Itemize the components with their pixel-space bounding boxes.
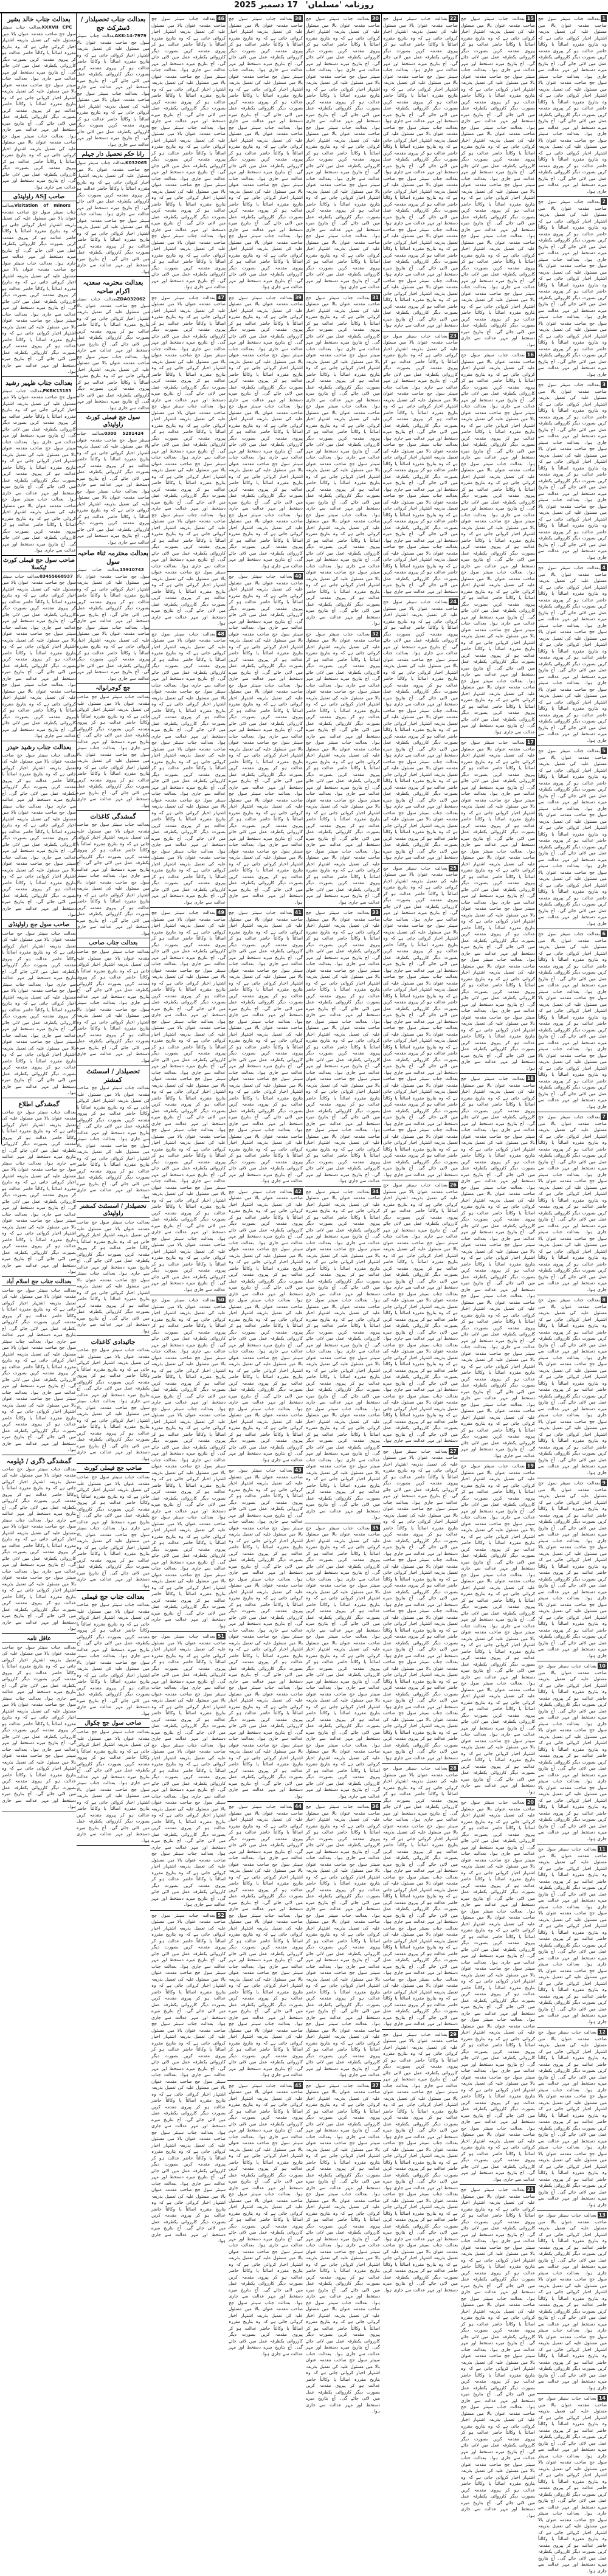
court-heading: بعدالت محترمہ ثناء صاحبہ سول [77,550,149,566]
notice-text: بعدالت جناب سینئر سول جج صاحب مقدمہ عنوان بالا میں مسئول علیہ کی تعمیل بذریعہ اشتہار اخبار کروائی جاتی ہے کہ وہ بتاریخ مقررہ اصالتاً یا وکالتاً حاضر عدالت ہو کر پیروی مقدمہ کریں بصورت دیگر کارروائی یکطرفہ عمل میں لائی جائے گی۔ آج بتاریخ میرے دستخط اور مہر عدالت سے جاری ہوا۔ بعدالت جناب سینئر سول جج صاحب مقدمہ عنوان بالا میں مسئول علیہ کی تعمیل بذریعہ اشتہار اخبار کروائی جاتی ہے کہ وہ بتاریخ مقررہ اصالتاً یا وکالتاً حاضر عدالت ہو کر پیروی مقدمہ کریں بصورت دیگر کارروائی یکطرفہ عمل میں لائی جائے گی۔ آج بتاریخ میرے دستخط اور مہر عدالت سے جاری ہوا۔ بعدالت جناب سینئر سول جج صاحب مقدمہ عنوان بالا میں مسئول علیہ کی تعمیل بذریعہ اشتہار اخبار کروائی جاتی ہے کہ وہ بتاریخ مقررہ اصالتاً یا وکالتاً حاضر عدالت ہو کر پیروی مقدمہ کریں بصورت دیگر کارروائی یکطرفہ عمل میں لائی جائے گی۔ آج بتاریخ میرے دستخط اور مہر عدالت سے جاری ہوا۔ بعدالت جناب سینئر سول جج صاحب مقدمہ عنوان بالا میں مسئول علیہ کی تعمیل بذریعہ اشتہار اخبار کروائی جاتی ہے کہ وہ بتاریخ مقررہ اصالتاً یا وکالتاً حاضر عدالت ہو کر پیروی مقدمہ کریں بصورت دیگر کارروائی یکطرفہ عمل میں لائی جائے گی۔ آج بتاریخ میرے دستخط اور مہر عدالت سے جاری ہوا۔ بعدالت جناب سینئر سول جج صاحب مقدمہ عنوان بالا میں مسئول علیہ کی تعمیل بذریعہ اشتہار اخبار کروائی جاتی ہے کہ وہ بتاریخ مقررہ اصالتاً یا وکالتاً حاضر عدالت ہو کر پیروی مقدمہ کریں بصورت دیگر کارروائی یکطرفہ عمل میں لائی جائے گی۔ آج بتاریخ میرے دستخط اور مہر عدالت سے جاری ہوا۔ [306,1804,380,2077]
notice-number: 8 [602,1297,606,1303]
column-6 [381,13,459,2293]
separator [77,1201,150,1202]
notice-number: 17 [527,739,534,745]
notice-item [537,2027,608,2210]
court-heading: بعدالت جناب رشید حیدر [6,743,72,751]
notice-item [537,929,608,1112]
notice-number: 22 [449,16,457,21]
notice-item [460,1797,536,2184]
court-heading: صاحب سول جج فیملی کورٹ ٹیکسلا [2,556,75,571]
notice-number: 44 [294,1804,302,1809]
notice-text: بعدالت جناب سینئر سول جج صاحب مقدمہ عنوان بالا میں مسئول علیہ کی تعمیل بذریعہ اشتہار اخبار کروائی جاتی ہے کہ وہ بتاریخ مقررہ اصالتاً یا وکالتاً حاضر عدالت ہو کر پیروی مقدمہ کریں بصورت دیگر کارروائی یکطرفہ عمل میں لائی جائے گی۔ آج بتاریخ میرے دستخط اور مہر عدالت سے جاری ہوا۔ بعدالت جناب سینئر سول جج صاحب مقدمہ عنوان بالا میں مسئول علیہ کی تعمیل بذریعہ اشتہار اخبار کروائی جاتی ہے کہ وہ بتاریخ مقررہ اصالتاً یا وکالتاً حاضر عدالت ہو کر پیروی مقدمہ کریں بصورت دیگر کارروائی یکطرفہ عمل میں لائی جائے گی۔ آج بتاریخ میرے دستخط اور مہر عدالت سے جاری ہوا۔ بعدالت جناب سینئر سول جج صاحب مقدمہ عنوان بالا میں مسئول علیہ کی تعمیل بذریعہ اشتہار اخبار کروائی جاتی ہے کہ وہ بتاریخ مقررہ اصالتاً یا وکالتاً حاضر عدالت ہو کر پیروی مقدمہ کریں بصورت دیگر کارروائی یکطرفہ عمل میں لائی جائے گی۔ آج بتاریخ میرے دستخط اور مہر عدالت سے جاری ہوا۔ بعدالت جناب سینئر سول جج صاحب مقدمہ عنوان بالا میں مسئول علیہ کی تعمیل بذریعہ اشتہار اخبار کروائی جاتی ہے کہ وہ بتاریخ مقررہ اصالتاً یا وکالتاً حاضر عدالت ہو کر پیروی مقدمہ کریں بصورت دیگر کارروائی یکطرفہ عمل میں لائی جائے گی۔ آج بتاریخ میرے دستخط اور مہر عدالت سے جاری ہوا۔ بعدالت جناب سینئر سول جج صاحب مقدمہ عنوان بالا میں مسئول علیہ کی تعمیل بذریعہ اشتہار اخبار کروائی جاتی ہے کہ وہ بتاریخ مقررہ اصالتاً یا وکالتاً حاضر عدالت ہو کر پیروی مقدمہ کریں بصورت دیگر کارروائی یکطرفہ عمل میں لائی جائے گی۔ آج بتاریخ میرے دستخط اور مہر عدالت سے جاری ہوا۔ [383,1765,458,2026]
notice-item [382,1180,459,1446]
court-heading: گمشدگی ڈگری / ڈپلومہ [6,1457,72,1465]
notice-number: 43 [294,1467,302,1473]
notice-number: 20 [527,1799,534,1805]
notice-item [537,1661,608,1844]
notice-number: 38 [294,16,302,21]
column-1 [1,13,77,1809]
notice-item [537,13,608,196]
notice-number: 49 [217,910,224,915]
court-notice-text: بعدالت جناب سینئر سول جج صاحب مقدمہ عنوان بالا میں مسئول علیہ کی تعمیل بذریعہ اشتہار اخبار کروائی جاتی ہے کہ وہ بتاریخ مقررہ اصالتاً یا وکالتاً حاضر عدالت ہو کر پیروی مقدمہ کریں بصورت دیگر کارروائی یکطرفہ عمل میں لائی جائے گی۔ آج بتاریخ میرے دستخط اور مہر عدالت سے جاری ہوا۔ بعدالت جناب سینئر سول جج صاحب مقدمہ عنوان بالا میں مسئول علیہ کی تعمیل بذریعہ اشتہار اخبار کروائی جاتی ہے کہ وہ بتاریخ مقررہ اصالتاً یا وکالتاً حاضر عدالت ہو کر پیروی مقدمہ کریں بصورت دیگر کارروائی یکطرفہ عمل میں لائی جائے گی۔ آج بتاریخ میرے دستخط اور مہر عدالت سے جاری ہوا۔ [77,1474,150,1588]
notice-text: بعدالت جناب سینئر سول جج صاحب مقدمہ عنوان بالا میں مسئول علیہ کی تعمیل بذریعہ اشتہار اخبار کروائی جاتی ہے کہ وہ بتاریخ مقررہ اصالتاً یا وکالتاً حاضر عدالت ہو کر پیروی مقدمہ کریں بصورت دیگر کارروائی یکطرفہ عمل میں لائی جائے گی۔ آج بتاریخ میرے دستخط اور مہر عدالت سے جاری ہوا۔ بعدالت جناب سینئر سول جج صاحب مقدمہ عنوان بالا میں مسئول علیہ کی تعمیل بذریعہ اشتہار اخبار کروائی جاتی ہے کہ وہ بتاریخ مقررہ اصالتاً یا وکالتاً حاضر عدالت ہو کر پیروی مقدمہ کریں بصورت دیگر کارروائی یکطرفہ عمل میں لائی جائے گی۔ آج بتاریخ میرے دستخط اور مہر عدالت سے جاری ہوا۔ بعدالت جناب سینئر سول جج صاحب مقدمہ عنوان بالا میں مسئول علیہ کی تعمیل بذریعہ اشتہار اخبار کروائی جاتی ہے کہ وہ بتاریخ مقررہ اصالتاً یا وکالتاً حاضر عدالت ہو کر پیروی مقدمہ کریں بصورت دیگر کارروائی یکطرفہ عمل میں لائی جائے گی۔ آج بتاریخ میرے دستخط اور مہر عدالت سے جاری ہوا۔ [538,565,607,743]
notice-text: بعدالت جناب سینئر سول جج صاحب مقدمہ عنوان بالا میں مسئول علیہ کی تعمیل بذریعہ اشتہار اخبار کروائی جاتی ہے کہ وہ بتاریخ مقررہ اصالتاً یا وکالتاً حاضر عدالت ہو کر پیروی مقدمہ کریں بصورت دیگر کارروائی یکطرفہ عمل میں لائی جائے گی۔ آج بتاریخ میرے دستخط اور مہر عدالت سے جاری ہوا۔ بعدالت جناب سینئر سول جج صاحب مقدمہ عنوان بالا میں مسئول علیہ کی تعمیل بذریعہ اشتہار اخبار کروائی جاتی ہے کہ وہ بتاریخ مقررہ اصالتاً یا وکالتاً حاضر عدالت ہو کر پیروی مقدمہ کریں بصورت دیگر کارروائی یکطرفہ عمل میں لائی جائے گی۔ آج بتاریخ میرے دستخط اور مہر عدالت سے جاری ہوا۔ بعدالت جناب سینئر سول جج صاحب مقدمہ عنوان بالا میں مسئول علیہ کی تعمیل بذریعہ اشتہار اخبار کروائی جاتی ہے کہ وہ بتاریخ مقررہ اصالتاً یا وکالتاً حاضر عدالت ہو کر پیروی مقدمہ کریں بصورت دیگر کارروائی یکطرفہ عمل میں لائی جائے گی۔ آج بتاریخ میرے دستخط اور مہر عدالت سے جاری ہوا۔ بعدالت جناب سینئر سول جج صاحب مقدمہ عنوان بالا میں مسئول علیہ کی تعمیل بذریعہ اشتہار اخبار کروائی جاتی ہے کہ وہ بتاریخ مقررہ اصالتاً یا وکالتاً حاضر عدالت ہو کر پیروی مقدمہ کریں بصورت دیگر کارروائی یکطرفہ عمل میں لائی جائے گی۔ آج بتاریخ میرے دستخط اور مہر عدالت سے جاری ہوا۔ بعدالت جناب سینئر سول جج صاحب مقدمہ عنوان بالا میں مسئول علیہ کی تعمیل بذریعہ اشتہار اخبار کروائی جاتی ہے کہ وہ بتاریخ مقررہ اصالتاً یا وکالتاً حاضر عدالت ہو کر پیروی مقدمہ کریں بصورت دیگر کارروائی یکطرفہ عمل میں لائی جائے گی۔ آج بتاریخ میرے دستخط اور مہر عدالت سے جاری ہوا۔ [383,1182,458,1443]
notice-item [150,293,227,629]
notice-number: 35 [371,1525,379,1531]
separator [77,683,150,684]
notice-text: بعدالت جناب سینئر سول جج صاحب مقدمہ عنوان بالا میں مسئول علیہ کی تعمیل بذریعہ اشتہار اخبار کروائی جاتی ہے کہ وہ بتاریخ مقررہ اصالتاً یا وکالتاً حاضر عدالت ہو کر پیروی مقدمہ کریں بصورت دیگر کارروائی یکطرفہ عمل میں لائی جائے گی۔ آج بتاریخ میرے دستخط اور مہر عدالت سے جاری ہوا۔ بعدالت جناب سینئر سول جج صاحب مقدمہ عنوان بالا میں مسئول علیہ کی تعمیل بذریعہ اشتہار اخبار کروائی جاتی ہے کہ وہ بتاریخ مقررہ اصالتاً یا وکالتاً حاضر عدالت ہو کر پیروی مقدمہ کریں بصورت دیگر کارروائی یکطرفہ عمل میں لائی جائے گی۔ آج بتاریخ میرے دستخط اور مہر عدالت سے جاری ہوا۔ بعدالت جناب سینئر سول جج صاحب مقدمہ عنوان بالا میں مسئول علیہ کی تعمیل بذریعہ اشتہار اخبار کروائی جاتی ہے کہ وہ بتاریخ مقررہ اصالتاً یا وکالتاً حاضر عدالت ہو کر پیروی مقدمہ کریں بصورت دیگر کارروائی یکطرفہ عمل میں لائی جائے گی۔ آج بتاریخ میرے دستخط اور مہر عدالت سے جاری ہوا۔ بعدالت جناب سینئر سول جج صاحب مقدمہ عنوان بالا میں مسئول علیہ کی تعمیل بذریعہ اشتہار اخبار کروائی جاتی ہے کہ وہ بتاریخ مقررہ اصالتاً یا وکالتاً حاضر عدالت ہو کر پیروی مقدمہ کریں بصورت دیگر کارروائی یکطرفہ عمل میں لائی جائے گی۔ آج بتاریخ میرے دستخط اور مہر عدالت سے جاری ہوا۔ بعدالت جناب سینئر سول جج صاحب مقدمہ عنوان بالا میں مسئول علیہ کی تعمیل بذریعہ اشتہار اخبار کروائی جاتی ہے کہ وہ بتاریخ مقررہ اصالتاً یا وکالتاً حاضر عدالت ہو کر پیروی مقدمہ کریں بصورت دیگر کارروائی یکطرفہ عمل میں لائی جائے گی۔ آج بتاریخ میرے دستخط اور مہر عدالت سے جاری ہوا۔ بعدالت جناب سینئر سول جج صاحب مقدمہ عنوان بالا میں مسئول علیہ کی تعمیل بذریعہ اشتہار اخبار کروائی جاتی ہے کہ وہ بتاریخ مقررہ اصالتاً یا وکالتاً حاضر عدالت ہو کر پیروی مقدمہ کریں بصورت دیگر کارروائی یکطرفہ عمل میں لائی جائے گی۔ آج بتاریخ میرے دستخط اور مہر عدالت سے جاری ہوا۔ [383,865,458,1177]
notice-number: 11 [598,1846,606,1852]
notice-number: 30 [371,16,379,21]
notice-number: 14 [598,2395,606,2401]
court-notice-text: بعدالت جناب سینئر سول جج صاحب مقدمہ عنوان بالا میں مسئول علیہ کی تعمیل بذریعہ اشتہار اخبار کروائی جاتی ہے کہ وہ بتاریخ مقررہ اصالتاً یا وکالتاً حاضر عدالت ہو کر پیروی مقدمہ کریں بصورت دیگر کارروائی یکطرفہ عمل میں لائی جائے گی۔ آج بتاریخ میرے دستخط اور مہر عدالت سے جاری ہوا۔ بعدالت جناب سینئر سول جج صاحب مقدمہ عنوان بالا میں مسئول علیہ کی تعمیل بذریعہ اشتہار اخبار کروائی جاتی ہے کہ وہ بتاریخ مقررہ اصالتاً یا وکالتاً حاضر عدالت ہو کر پیروی مقدمہ کریں بصورت دیگر کارروائی یکطرفہ عمل میں لائی جائے گی۔ آج بتاریخ میرے دستخط اور مہر عدالت سے جاری ہوا۔ بعدالت جناب سینئر سول جج صاحب مقدمہ عنوان بالا میں مسئول علیہ کی تعمیل بذریعہ اشتہار اخبار کروائی جاتی ہے کہ وہ بتاریخ مقررہ اصالتاً یا وکالتاً حاضر عدالت ہو کر پیروی مقدمہ کریں بصورت دیگر کارروائی یکطرفہ عمل میں لائی جائے گی۔ آج بتاریخ میرے دستخط اور مہر عدالت سے جاری ہوا۔ [2,1109,76,1274]
notice-text: بعدالت جناب سینئر سول جج صاحب مقدمہ عنوان بالا میں مسئول علیہ کی تعمیل بذریعہ اشتہار اخبار کروائی جاتی ہے کہ وہ بتاریخ مقررہ اصالتاً یا وکالتاً حاضر عدالت ہو کر پیروی مقدمہ کریں بصورت دیگر کارروائی یکطرفہ عمل میں لائی جائے گی۔ آج بتاریخ میرے دستخط اور مہر عدالت سے جاری ہوا۔ بعدالت جناب سینئر سول جج صاحب مقدمہ عنوان بالا میں مسئول علیہ کی تعمیل بذریعہ اشتہار اخبار کروائی جاتی ہے کہ وہ بتاریخ مقررہ اصالتاً یا وکالتاً حاضر عدالت ہو کر پیروی مقدمہ کریں بصورت دیگر کارروائی یکطرفہ عمل میں لائی جائے گی۔ آج بتاریخ میرے دستخط اور مہر عدالت سے جاری ہوا۔ بعدالت جناب سینئر سول جج صاحب مقدمہ عنوان بالا میں مسئول علیہ کی تعمیل بذریعہ اشتہار اخبار کروائی جاتی ہے کہ وہ بتاریخ مقررہ اصالتاً یا وکالتاً حاضر عدالت ہو کر پیروی مقدمہ کریں بصورت دیگر کارروائی یکطرفہ عمل میں لائی جائے گی۔ آج بتاریخ میرے دستخط اور مہر عدالت سے جاری ہوا۔ [538,1846,607,2024]
case-code: 15910743 [119,567,150,572]
court-heading: جج گوجرانوالہ [77,685,150,693]
notice-text: بعدالت جناب سینئر سول جج صاحب مقدمہ عنوان بالا میں مسئول علیہ کی تعمیل بذریعہ اشتہار اخبار کروائی جاتی ہے کہ وہ بتاریخ مقررہ اصالتاً یا وکالتاً حاضر عدالت ہو کر پیروی مقدمہ کریں بصورت دیگر کارروائی یکطرفہ عمل میں لائی جائے گی۔ آج بتاریخ میرے دستخط اور مہر عدالت سے جاری ہوا۔ بعدالت جناب سینئر سول جج صاحب مقدمہ عنوان بالا میں مسئول علیہ کی تعمیل بذریعہ اشتہار اخبار کروائی جاتی ہے کہ وہ بتاریخ مقررہ اصالتاً یا وکالتاً حاضر عدالت ہو کر پیروی مقدمہ کریں بصورت دیگر کارروائی یکطرفہ عمل میں لائی جائے گی۔ آج بتاریخ میرے دستخط اور مہر عدالت سے جاری ہوا۔ بعدالت جناب سینئر سول جج صاحب مقدمہ عنوان بالا میں مسئول علیہ کی تعمیل بذریعہ اشتہار اخبار کروائی جاتی ہے کہ وہ بتاریخ مقررہ اصالتاً یا وکالتاً حاضر عدالت ہو کر پیروی مقدمہ کریں بصورت دیگر کارروائی یکطرفہ عمل میں لائی جائے گی۔ آج بتاریخ میرے دستخط اور مہر عدالت سے جاری ہوا۔ [538,748,607,926]
separator [2,555,76,556]
newspaper-name: روزنامہ 'مسلمان' [305,1,374,10]
court-heading: جائیدادی کاغذات [91,1338,136,1346]
court-heading: تحصیلدار / اسسٹنٹ کمشنر راولپنڈی [77,1203,150,1218]
issue-date: 17 دسمبر 2025 [234,1,299,10]
notice-number: 42 [294,1188,302,1194]
notice-item [305,629,381,908]
notice-item [227,2080,304,2360]
notice-text: بعدالت جناب سینئر سول جج صاحب مقدمہ عنوان بالا میں مسئول علیہ کی تعمیل بذریعہ اشتہار اخبار کروائی جاتی ہے کہ وہ بتاریخ مقررہ اصالتاً یا وکالتاً حاضر عدالت ہو کر پیروی مقدمہ کریں بصورت دیگر کارروائی یکطرفہ عمل میں لائی جائے گی۔ آج بتاریخ میرے دستخط اور مہر عدالت سے جاری ہوا۔ بعدالت جناب سینئر سول جج صاحب مقدمہ عنوان بالا میں مسئول علیہ کی تعمیل بذریعہ اشتہار اخبار کروائی جاتی ہے کہ وہ بتاریخ مقررہ اصالتاً یا وکالتاً حاضر عدالت ہو کر پیروی مقدمہ کریں بصورت دیگر کارروائی یکطرفہ عمل میں لائی جائے گی۔ آج بتاریخ میرے دستخط اور مہر عدالت سے جاری ہوا۔ بعدالت جناب سینئر سول جج صاحب مقدمہ عنوان بالا میں مسئول علیہ کی تعمیل بذریعہ اشتہار اخبار کروائی جاتی ہے کہ وہ بتاریخ مقررہ اصالتاً یا وکالتاً حاضر عدالت ہو کر پیروی مقدمہ کریں بصورت دیگر کارروائی یکطرفہ عمل میں لائی جائے گی۔ آج بتاریخ میرے دستخط اور مہر عدالت سے جاری ہوا۔ بعدالت جناب سینئر سول جج صاحب مقدمہ عنوان بالا میں مسئول علیہ کی تعمیل بذریعہ اشتہار اخبار کروائی جاتی ہے کہ وہ بتاریخ مقررہ اصالتاً یا وکالتاً حاضر عدالت ہو کر پیروی مقدمہ کریں بصورت دیگر کارروائی یکطرفہ عمل میں لائی جائے گی۔ آج بتاریخ میرے دستخط اور مہر عدالت سے جاری ہوا۔ بعدالت جناب سینئر سول جج صاحب مقدمہ عنوان بالا میں مسئول علیہ کی تعمیل بذریعہ اشتہار اخبار کروائی جاتی ہے کہ وہ بتاریخ مقررہ اصالتاً یا وکالتاً حاضر عدالت ہو کر پیروی مقدمہ کریں بصورت دیگر کارروائی یکطرفہ عمل میں لائی جائے گی۔ آج بتاریخ میرے دستخط اور مہر عدالت سے جاری ہوا۔ بعدالت جناب سینئر سول جج صاحب مقدمہ عنوان بالا میں مسئول علیہ کی تعمیل بذریعہ اشتہار اخبار کروائی جاتی ہے کہ وہ بتاریخ مقررہ اصالتاً یا وکالتاً حاضر عدالت ہو کر پیروی مقدمہ کریں بصورت دیگر کارروائی یکطرفہ عمل میں لائی جائے گی۔ آج بتاریخ میرے دستخط اور مہر عدالت سے جاری ہوا۔ [306,294,380,626]
court-notice-text: بعدالت جناب سینئر سول جج صاحب مقدمہ عنوان بالا میں مسئول علیہ کی تعمیل بذریعہ اشتہار اخبار کروائی جاتی ہے کہ وہ بتاریخ مقررہ اصالتاً یا وکالتاً حاضر عدالت ہو کر پیروی مقدمہ کریں بصورت دیگر کارروائی یکطرفہ عمل میں لائی جائے گی۔ آج بتاریخ میرے دستخط اور مہر عدالت سے جاری ہوا۔ بعدالت جناب سینئر سول جج صاحب مقدمہ عنوان بالا میں مسئول علیہ کی تعمیل بذریعہ اشتہار اخبار کروائی جاتی ہے کہ وہ بتاریخ مقررہ اصالتاً یا وکالتاً حاضر عدالت ہو کر پیروی مقدمہ کریں بصورت دیگر کارروائی یکطرفہ عمل میں لائی جائے گی۔ آج بتاریخ میرے دستخط اور مہر عدالت سے جاری ہوا۔ [77,822,150,936]
notice-number: 13 [598,2212,606,2218]
notice-number: 15 [527,16,534,21]
notice-number: 4 [602,565,606,570]
court-notice-text: ZDA032062 بعدالت جناب سینئر سول جج صاحب مقدمہ عنوان بالا میں مسئول علیہ کی تعمیل بذریعہ اشتہار اخبار کروائی جاتی ہے کہ وہ بتاریخ مقررہ اصالتاً یا وکالتاً حاضر عدالت ہو کر پیروی مقدمہ کریں بصورت دیگر کارروائی یکطرفہ عمل میں لائی جائے گی۔ آج بتاریخ میرے دستخط اور مہر عدالت سے جاری ہوا۔ بعدالت جناب سینئر سول جج صاحب مقدمہ عنوان بالا میں مسئول علیہ کی تعمیل بذریعہ اشتہار اخبار کروائی جاتی ہے کہ وہ بتاریخ مقررہ اصالتاً یا وکالتاً حاضر عدالت ہو کر پیروی مقدمہ کریں بصورت دیگر کارروائی یکطرفہ عمل میں لائی جائے گی۔ آج بتاریخ میرے دستخط اور مہر عدالت سے جاری ہوا۔ [77,296,150,410]
notice-item [537,563,608,746]
notice-text: بعدالت جناب سینئر سول جج صاحب مقدمہ عنوان بالا میں مسئول علیہ کی تعمیل بذریعہ اشتہار اخبار کروائی جاتی ہے کہ وہ بتاریخ مقررہ اصالتاً یا وکالتاً حاضر عدالت ہو کر پیروی مقدمہ کریں بصورت دیگر کارروائی یکطرفہ عمل میں لائی جائے گی۔ آج بتاریخ میرے دستخط اور مہر عدالت سے جاری ہوا۔ بعدالت جناب سینئر سول جج صاحب مقدمہ عنوان بالا میں مسئول علیہ کی تعمیل بذریعہ اشتہار اخبار کروائی جاتی ہے کہ وہ بتاریخ مقررہ اصالتاً یا وکالتاً حاضر عدالت ہو کر پیروی مقدمہ کریں بصورت دیگر کارروائی یکطرفہ عمل میں لائی جائے گی۔ آج بتاریخ میرے دستخط اور مہر عدالت سے جاری ہوا۔ بعدالت جناب سینئر سول جج صاحب مقدمہ عنوان بالا میں مسئول علیہ کی تعمیل بذریعہ اشتہار اخبار کروائی جاتی ہے کہ وہ بتاریخ مقررہ اصالتاً یا وکالتاً حاضر عدالت ہو کر پیروی مقدمہ کریں بصورت دیگر کارروائی یکطرفہ عمل میں لائی جائے گی۔ آج بتاریخ میرے دستخط اور مہر عدالت سے جاری ہوا۔ بعدالت جناب سینئر سول جج صاحب مقدمہ عنوان بالا میں مسئول علیہ کی تعمیل بذریعہ اشتہار اخبار کروائی جاتی ہے کہ وہ بتاریخ مقررہ اصالتاً یا وکالتاً حاضر عدالت ہو کر پیروی مقدمہ کریں بصورت دیگر کارروائی یکطرفہ عمل میں لائی جائے گی۔ آج بتاریخ میرے دستخط اور مہر عدالت سے جاری ہوا۔ بعدالت جناب سینئر سول جج صاحب مقدمہ عنوان بالا میں مسئول علیہ کی تعمیل بذریعہ اشتہار اخبار کروائی جاتی ہے کہ وہ بتاریخ مقررہ اصالتاً یا وکالتاً حاضر عدالت ہو کر پیروی مقدمہ کریں بصورت دیگر کارروائی یکطرفہ عمل میں لائی جائے گی۔ آج بتاریخ میرے دستخط اور مہر عدالت سے جاری ہوا۔ [151,1633,226,1907]
notice-item [460,1461,536,1797]
notice-text: بعدالت جناب سینئر سول جج صاحب مقدمہ عنوان بالا میں مسئول علیہ کی تعمیل بذریعہ اشتہار اخبار کروائی جاتی ہے کہ وہ بتاریخ مقررہ اصالتاً یا وکالتاً حاضر عدالت ہو کر پیروی مقدمہ کریں بصورت دیگر کارروائی یکطرفہ عمل میں لائی جائے گی۔ آج بتاریخ میرے دستخط اور مہر عدالت سے جاری ہوا۔ بعدالت جناب سینئر سول جج صاحب مقدمہ عنوان بالا میں مسئول علیہ کی تعمیل بذریعہ اشتہار اخبار کروائی جاتی ہے کہ وہ بتاریخ مقررہ اصالتاً یا وکالتاً حاضر عدالت ہو کر پیروی مقدمہ کریں بصورت دیگر کارروائی یکطرفہ عمل میں لائی جائے گی۔ آج بتاریخ میرے دستخط اور مہر عدالت سے جاری ہوا۔ بعدالت جناب سینئر سول جج صاحب مقدمہ عنوان بالا میں مسئول علیہ کی تعمیل بذریعہ اشتہار اخبار کروائی جاتی ہے کہ وہ بتاریخ مقررہ اصالتاً یا وکالتاً حاضر عدالت ہو کر پیروی مقدمہ کریں بصورت دیگر کارروائی یکطرفہ عمل میں لائی جائے گی۔ آج بتاریخ میرے دستخط اور مہر عدالت سے جاری ہوا۔ بعدالت جناب سینئر سول جج صاحب مقدمہ عنوان بالا میں مسئول علیہ کی تعمیل بذریعہ اشتہار اخبار کروائی جاتی ہے کہ وہ بتاریخ مقررہ اصالتاً یا وکالتاً حاضر عدالت ہو کر پیروی مقدمہ کریں بصورت دیگر کارروائی یکطرفہ عمل میں لائی جائے گی۔ آج بتاریخ میرے دستخط اور مہر عدالت سے جاری ہوا۔ بعدالت جناب سینئر سول جج صاحب مقدمہ عنوان بالا میں مسئول علیہ کی تعمیل بذریعہ اشتہار اخبار کروائی جاتی ہے کہ وہ بتاریخ مقررہ اصالتاً یا وکالتاً حاضر عدالت ہو کر پیروی مقدمہ کریں بصورت دیگر کارروائی یکطرفہ عمل میں لائی جائے گی۔ آج بتاریخ میرے دستخط اور مہر عدالت سے جاری ہوا۔ بعدالت جناب سینئر سول جج صاحب مقدمہ عنوان بالا میں مسئول علیہ کی تعمیل بذریعہ اشتہار اخبار کروائی جاتی ہے کہ وہ بتاریخ مقررہ اصالتاً یا وکالتاً حاضر عدالت ہو کر پیروی مقدمہ کریں بصورت دیگر کارروائی یکطرفہ عمل میں لائی جائے گی۔ آج بتاریخ میرے دستخط اور مہر عدالت سے جاری ہوا۔ [306,1188,380,1520]
notice-item [537,1112,608,1295]
case-code: K032065 [125,160,150,165]
notice-text: بعدالت جناب سینئر سول جج صاحب مقدمہ عنوان بالا میں مسئول علیہ کی تعمیل بذریعہ اشتہار اخبار کروائی جاتی ہے کہ وہ بتاریخ مقررہ اصالتاً یا وکالتاً حاضر عدالت ہو کر پیروی مقدمہ کریں بصورت دیگر کارروائی یکطرفہ عمل میں لائی جائے گی۔ آج بتاریخ میرے دستخط اور مہر عدالت سے جاری ہوا۔ بعدالت جناب سینئر سول جج صاحب مقدمہ عنوان بالا میں مسئول علیہ کی تعمیل بذریعہ اشتہار اخبار کروائی جاتی ہے کہ وہ بتاریخ مقررہ اصالتاً یا وکالتاً حاضر عدالت ہو کر پیروی مقدمہ کریں بصورت دیگر کارروائی یکطرفہ عمل میں لائی جائے گی۔ آج بتاریخ میرے دستخط اور مہر عدالت سے جاری ہوا۔ بعدالت جناب سینئر سول جج صاحب مقدمہ عنوان بالا میں مسئول علیہ کی تعمیل بذریعہ اشتہار اخبار کروائی جاتی ہے کہ وہ بتاریخ مقررہ اصالتاً یا وکالتاً حاضر عدالت ہو کر پیروی مقدمہ کریں بصورت دیگر کارروائی یکطرفہ عمل میں لائی جائے گی۔ آج بتاریخ میرے دستخط اور مہر عدالت سے جاری ہوا۔ بعدالت جناب سینئر سول جج صاحب مقدمہ عنوان بالا میں مسئول علیہ کی تعمیل بذریعہ اشتہار اخبار کروائی جاتی ہے کہ وہ بتاریخ مقررہ اصالتاً یا وکالتاً حاضر عدالت ہو کر پیروی مقدمہ کریں بصورت دیگر کارروائی یکطرفہ عمل میں لائی جائے گی۔ آج بتاریخ میرے دستخط اور مہر عدالت سے جاری ہوا۔ بعدالت جناب سینئر سول جج صاحب مقدمہ عنوان بالا میں مسئول علیہ کی تعمیل بذریعہ اشتہار اخبار کروائی جاتی ہے کہ وہ بتاریخ مقررہ اصالتاً یا وکالتاً حاضر عدالت ہو کر پیروی مقدمہ کریں بصورت دیگر کارروائی یکطرفہ عمل میں لائی جائے گی۔ آج بتاریخ میرے دستخط اور مہر عدالت سے جاری ہوا۔ [229,910,303,1183]
notice-text: بعدالت جناب سینئر سول جج صاحب مقدمہ عنوان بالا میں مسئول علیہ کی تعمیل بذریعہ اشتہار اخبار کروائی جاتی ہے کہ وہ بتاریخ مقررہ اصالتاً یا وکالتاً حاضر عدالت ہو کر پیروی مقدمہ کریں بصورت دیگر کارروائی یکطرفہ عمل میں لائی جائے گی۔ آج بتاریخ میرے دستخط اور مہر عدالت سے جاری ہوا۔ بعدالت جناب سینئر سول جج صاحب مقدمہ عنوان بالا میں مسئول علیہ کی تعمیل بذریعہ اشتہار اخبار کروائی جاتی ہے کہ وہ بتاریخ مقررہ اصالتاً یا وکالتاً حاضر عدالت ہو کر پیروی مقدمہ کریں بصورت دیگر کارروائی یکطرفہ عمل میں لائی جائے گی۔ آج بتاریخ میرے دستخط اور مہر عدالت سے جاری ہوا۔ بعدالت جناب سینئر سول جج صاحب مقدمہ عنوان بالا میں مسئول علیہ کی تعمیل بذریعہ اشتہار اخبار کروائی جاتی ہے کہ وہ بتاریخ مقررہ اصالتاً یا وکالتاً حاضر عدالت ہو کر پیروی مقدمہ کریں بصورت دیگر کارروائی یکطرفہ عمل میں لائی جائے گی۔ آج بتاریخ میرے دستخط اور مہر عدالت سے جاری ہوا۔ بعدالت جناب سینئر سول جج صاحب مقدمہ عنوان بالا میں مسئول علیہ کی تعمیل بذریعہ اشتہار اخبار کروائی جاتی ہے کہ وہ بتاریخ مقررہ اصالتاً یا وکالتاً حاضر عدالت ہو کر پیروی مقدمہ کریں بصورت دیگر کارروائی یکطرفہ عمل میں لائی جائے گی۔ آج بتاریخ میرے دستخط اور مہر عدالت سے جاری ہوا۔ بعدالت جناب سینئر سول جج صاحب مقدمہ عنوان بالا میں مسئول علیہ کی تعمیل بذریعہ اشتہار اخبار کروائی جاتی ہے کہ وہ بتاریخ مقررہ اصالتاً یا وکالتاً حاضر عدالت ہو کر پیروی مقدمہ کریں بصورت دیگر کارروائی یکطرفہ عمل میں لائی جائے گی۔ آج بتاریخ میرے دستخط اور مہر عدالت سے جاری ہوا۔ بعدالت جناب سینئر سول جج صاحب مقدمہ عنوان بالا میں مسئول علیہ کی تعمیل بذریعہ اشتہار اخبار کروائی جاتی ہے کہ وہ بتاریخ مقررہ اصالتاً یا وکالتاً حاضر عدالت ہو کر پیروی مقدمہ کریں بصورت دیگر کارروائی یکطرفہ عمل میں لائی جائے گی۔ آج بتاریخ میرے دستخط اور مہر عدالت سے جاری ہوا۔ [306,2082,380,2414]
notice-item [382,597,459,863]
court-heading: صاحب جج فیملی کورٹ [77,1465,150,1473]
separator [77,1463,150,1464]
court-notice-text: PKBK13183 بعدالت جناب سینئر سول جج صاحب مقدمہ عنوان بالا میں مسئول علیہ کی تعمیل بذریعہ اشتہار اخبار کروائی جاتی ہے کہ وہ بتاریخ مقررہ اصالتاً یا وکالتاً حاضر عدالت ہو کر پیروی مقدمہ کریں بصورت دیگر کارروائی یکطرفہ عمل میں لائی جائے گی۔ آج بتاریخ میرے دستخط اور مہر عدالت سے جاری ہوا۔ بعدالت جناب سینئر سول جج صاحب مقدمہ عنوان بالا میں مسئول علیہ کی تعمیل بذریعہ اشتہار اخبار کروائی جاتی ہے کہ وہ بتاریخ مقررہ اصالتاً یا وکالتاً حاضر عدالت ہو کر پیروی مقدمہ کریں بصورت دیگر کارروائی یکطرفہ عمل میں لائی جائے گی۔ آج بتاریخ میرے دستخط اور مہر عدالت سے جاری ہوا۔ بعدالت جناب سینئر سول جج صاحب مقدمہ عنوان بالا میں مسئول علیہ کی تعمیل بذریعہ اشتہار اخبار کروائی جاتی ہے کہ وہ بتاریخ مقررہ اصالتاً یا وکالتاً حاضر عدالت ہو کر پیروی مقدمہ کریں بصورت دیگر کارروائی یکطرفہ عمل میں لائی جائے گی۔ آج بتاریخ میرے دستخط اور مہر عدالت سے جاری ہوا۔ [2,387,76,553]
notice-item [537,2210,608,2393]
notice-number: 31 [371,294,379,300]
notice-number: 40 [294,573,302,579]
notice-number: 52 [217,1912,224,1918]
case-code: 0300 5281424 [104,431,150,436]
notice-number: 21 [527,2187,534,2192]
case-code: Visitation of minors [14,203,76,208]
column-2 [76,13,150,1843]
notice-number: 37 [371,2082,379,2088]
court-notice-text: Visitation of minors بعدالت جناب سینئر سول جج صاحب مقدمہ عنوان بالا میں مسئول علیہ کی تعمیل بذریعہ اشتہار اخبار کروائی جاتی ہے کہ وہ بتاریخ مقررہ اصالتاً یا وکالتاً حاضر عدالت ہو کر پیروی مقدمہ کریں بصورت دیگر کارروائی یکطرفہ عمل میں لائی جائے گی۔ آج بتاریخ میرے دستخط اور مہر عدالت سے جاری ہوا۔ بعدالت جناب سینئر سول جج صاحب مقدمہ عنوان بالا میں مسئول علیہ کی تعمیل بذریعہ اشتہار اخبار کروائی جاتی ہے کہ وہ بتاریخ مقررہ اصالتاً یا وکالتاً حاضر عدالت ہو کر پیروی مقدمہ کریں بصورت دیگر کارروائی یکطرفہ عمل میں لائی جائے گی۔ آج بتاریخ میرے دستخط اور مہر عدالت سے جاری ہوا۔ بعدالت جناب سینئر سول جج صاحب مقدمہ عنوان بالا میں مسئول علیہ کی تعمیل بذریعہ اشتہار اخبار کروائی جاتی ہے کہ وہ بتاریخ مقررہ اصالتاً یا وکالتاً حاضر عدالت ہو کر پیروی مقدمہ کریں بصورت دیگر کارروائی یکطرفہ عمل میں لائی جائے گی۔ آج بتاریخ میرے دستخط اور مہر عدالت سے جاری ہوا۔ [2,203,76,374]
notice-text: بعدالت جناب سینئر سول جج صاحب مقدمہ عنوان بالا میں مسئول علیہ کی تعمیل بذریعہ اشتہار اخبار کروائی جاتی ہے کہ وہ بتاریخ مقررہ اصالتاً یا وکالتاً حاضر عدالت ہو کر پیروی مقدمہ کریں بصورت دیگر کارروائی یکطرفہ عمل میں لائی جائے گی۔ آج بتاریخ میرے دستخط اور مہر عدالت سے جاری ہوا۔ بعدالت جناب سینئر سول جج صاحب مقدمہ عنوان بالا میں مسئول علیہ کی تعمیل بذریعہ اشتہار اخبار کروائی جاتی ہے کہ وہ بتاریخ مقررہ اصالتاً یا وکالتاً حاضر عدالت ہو کر پیروی مقدمہ کریں بصورت دیگر کارروائی یکطرفہ عمل میں لائی جائے گی۔ آج بتاریخ میرے دستخط اور مہر عدالت سے جاری ہوا۔ بعدالت جناب سینئر سول جج صاحب مقدمہ عنوان بالا میں مسئول علیہ کی تعمیل بذریعہ اشتہار اخبار کروائی جاتی ہے کہ وہ بتاریخ مقررہ اصالتاً یا وکالتاً حاضر عدالت ہو کر پیروی مقدمہ کریں بصورت دیگر کارروائی یکطرفہ عمل میں لائی جائے گی۔ آج بتاریخ میرے دستخط اور مہر عدالت سے جاری ہوا۔ بعدالت جناب سینئر سول جج صاحب مقدمہ عنوان بالا میں مسئول علیہ کی تعمیل بذریعہ اشتہار اخبار کروائی جاتی ہے کہ وہ بتاریخ مقررہ اصالتاً یا وکالتاً حاضر عدالت ہو کر پیروی مقدمہ کریں بصورت دیگر کارروائی یکطرفہ عمل میں لائی جائے گی۔ آج بتاریخ میرے دستخط اور مہر عدالت سے جاری ہوا۔ بعدالت جناب سینئر سول جج صاحب مقدمہ عنوان بالا میں مسئول علیہ کی تعمیل بذریعہ اشتہار اخبار کروائی جاتی ہے کہ وہ بتاریخ مقررہ اصالتاً یا وکالتاً حاضر عدالت ہو کر پیروی مقدمہ کریں بصورت دیگر کارروائی یکطرفہ عمل میں لائی جائے گی۔ آج بتاریخ میرے دستخط اور مہر عدالت سے جاری ہوا۔ [229,294,303,569]
court-notice-text: بعدالت جناب سینئر سول جج صاحب مقدمہ عنوان بالا میں مسئول علیہ کی تعمیل بذریعہ اشتہار اخبار کروائی جاتی ہے کہ وہ بتاریخ مقررہ اصالتاً یا وکالتاً حاضر عدالت ہو کر پیروی مقدمہ کریں بصورت دیگر کارروائی یکطرفہ عمل میں لائی جائے گی۔ آج بتاریخ میرے دستخط اور مہر عدالت سے جاری ہوا۔ بعدالت جناب سینئر سول جج صاحب مقدمہ عنوان بالا میں مسئول علیہ کی تعمیل بذریعہ اشتہار اخبار کروائی جاتی ہے کہ وہ بتاریخ مقررہ اصالتاً یا وکالتاً حاضر عدالت ہو کر پیروی مقدمہ کریں بصورت دیگر کارروائی یکطرفہ عمل میں لائی جائے گی۔ آج بتاریخ میرے دستخط اور مہر عدالت سے جاری ہوا۔ [77,1085,150,1199]
notice-text: بعدالت جناب سینئر سول جج صاحب مقدمہ عنوان بالا میں مسئول علیہ کی تعمیل بذریعہ اشتہار اخبار کروائی جاتی ہے کہ وہ بتاریخ مقررہ اصالتاً یا وکالتاً حاضر عدالت ہو کر پیروی مقدمہ کریں بصورت دیگر کارروائی یکطرفہ عمل میں لائی جائے گی۔ آج بتاریخ میرے دستخط اور مہر عدالت سے جاری ہوا۔ بعدالت جناب سینئر سول جج صاحب مقدمہ عنوان بالا میں مسئول علیہ کی تعمیل بذریعہ اشتہار اخبار کروائی جاتی ہے کہ وہ بتاریخ مقررہ اصالتاً یا وکالتاً حاضر عدالت ہو کر پیروی مقدمہ کریں بصورت دیگر کارروائی یکطرفہ عمل میں لائی جائے گی۔ آج بتاریخ میرے دستخط اور مہر عدالت سے جاری ہوا۔ بعدالت جناب سینئر سول جج صاحب مقدمہ عنوان بالا میں مسئول علیہ کی تعمیل بذریعہ اشتہار اخبار کروائی جاتی ہے کہ وہ بتاریخ مقررہ اصالتاً یا وکالتاً حاضر عدالت ہو کر پیروی مقدمہ کریں بصورت دیگر کارروائی یکطرفہ عمل میں لائی جائے گی۔ آج بتاریخ میرے دستخط اور مہر عدالت سے جاری ہوا۔ بعدالت جناب سینئر سول جج صاحب مقدمہ عنوان بالا میں مسئول علیہ کی تعمیل بذریعہ اشتہار اخبار کروائی جاتی ہے کہ وہ بتاریخ مقررہ اصالتاً یا وکالتاً حاضر عدالت ہو کر پیروی مقدمہ کریں بصورت دیگر کارروائی یکطرفہ عمل میں لائی جائے گی۔ آج بتاریخ میرے دستخط اور مہر عدالت سے جاری ہوا۔ بعدالت جناب سینئر سول جج صاحب مقدمہ عنوان بالا میں مسئول علیہ کی تعمیل بذریعہ اشتہار اخبار کروائی جاتی ہے کہ وہ بتاریخ مقررہ اصالتاً یا وکالتاً حاضر عدالت ہو کر پیروی مقدمہ کریں بصورت دیگر کارروائی یکطرفہ عمل میں لائی جائے گی۔ آج بتاریخ میرے دستخط اور مہر عدالت سے جاری ہوا۔ بعدالت جناب سینئر سول جج صاحب مقدمہ عنوان بالا میں مسئول علیہ کی تعمیل بذریعہ اشتہار اخبار کروائی جاتی ہے کہ وہ بتاریخ مقررہ اصالتاً یا وکالتاً حاضر عدالت ہو کر پیروی مقدمہ کریں بصورت دیگر کارروائی یکطرفہ عمل میں لائی جائے گی۔ آج بتاریخ میرے دستخط اور مہر عدالت سے جاری ہوا۔ بعدالت جناب سینئر سول جج صاحب مقدمہ عنوان بالا میں مسئول علیہ کی تعمیل بذریعہ اشتہار اخبار کروائی جاتی ہے کہ وہ بتاریخ مقررہ اصالتاً یا وکالتاً حاضر عدالت ہو کر پیروی مقدمہ کریں بصورت دیگر کارروائی یکطرفہ عمل میں لائی جائے گی۔ آج بتاریخ میرے دستخط اور مہر عدالت سے جاری ہوا۔ [461,1076,535,1458]
column-7 [459,13,536,2518]
notice-text: بعدالت جناب سینئر سول جج صاحب مقدمہ عنوان بالا میں مسئول علیہ کی تعمیل بذریعہ اشتہار اخبار کروائی جاتی ہے کہ وہ بتاریخ مقررہ اصالتاً یا وکالتاً حاضر عدالت ہو کر پیروی مقدمہ کریں بصورت دیگر کارروائی یکطرفہ عمل میں لائی جائے گی۔ آج بتاریخ میرے دستخط اور مہر عدالت سے جاری ہوا۔ بعدالت جناب سینئر سول جج صاحب مقدمہ عنوان بالا میں مسئول علیہ کی تعمیل بذریعہ اشتہار اخبار کروائی جاتی ہے کہ وہ بتاریخ مقررہ اصالتاً یا وکالتاً حاضر عدالت ہو کر پیروی مقدمہ کریں بصورت دیگر کارروائی یکطرفہ عمل میں لائی جائے گی۔ آج بتاریخ میرے دستخط اور مہر عدالت سے جاری ہوا۔ بعدالت جناب سینئر سول جج صاحب مقدمہ عنوان بالا میں مسئول علیہ کی تعمیل بذریعہ اشتہار اخبار کروائی جاتی ہے کہ وہ بتاریخ مقررہ اصالتاً یا وکالتاً حاضر عدالت ہو کر پیروی مقدمہ کریں بصورت دیگر کارروائی یکطرفہ عمل میں لائی جائے گی۔ آج بتاریخ میرے دستخط اور مہر عدالت سے جاری ہوا۔ [538,16,607,194]
notice-number: 5 [602,748,606,753]
notice-item [227,13,304,293]
notice-item [537,379,608,563]
court-notice-text: 15910743 بعدالت جناب سینئر سول جج صاحب مقدمہ عنوان بالا میں مسئول علیہ کی تعمیل بذریعہ اشتہار اخبار کروائی جاتی ہے کہ وہ بتاریخ مقررہ اصالتاً یا وکالتاً حاضر عدالت ہو کر پیروی مقدمہ کریں بصورت دیگر کارروائی یکطرفہ عمل میں لائی جائے گی۔ آج بتاریخ میرے دستخط اور مہر عدالت سے جاری ہوا۔ بعدالت جناب سینئر سول جج صاحب مقدمہ عنوان بالا میں مسئول علیہ کی تعمیل بذریعہ اشتہار اخبار کروائی جاتی ہے کہ وہ بتاریخ مقررہ اصالتاً یا وکالتاً حاضر عدالت ہو کر پیروی مقدمہ کریں بصورت دیگر کارروائی یکطرفہ عمل میں لائی جائے گی۔ آج بتاریخ میرے دستخط اور مہر عدالت سے جاری ہوا۔ [77,567,150,681]
notice-text: بعدالت جناب سینئر سول جج صاحب مقدمہ عنوان بالا میں مسئول علیہ کی تعمیل بذریعہ اشتہار اخبار کروائی جاتی ہے کہ وہ بتاریخ مقررہ اصالتاً یا وکالتاً حاضر عدالت ہو کر پیروی مقدمہ کریں بصورت دیگر کارروائی یکطرفہ عمل میں لائی جائے گی۔ آج بتاریخ میرے دستخط اور مہر عدالت سے جاری ہوا۔ بعدالت جناب سینئر سول جج صاحب مقدمہ عنوان بالا میں مسئول علیہ کی تعمیل بذریعہ اشتہار اخبار کروائی جاتی ہے کہ وہ بتاریخ مقررہ اصالتاً یا وکالتاً حاضر عدالت ہو کر پیروی مقدمہ کریں بصورت دیگر کارروائی یکطرفہ عمل میں لائی جائے گی۔ آج بتاریخ میرے دستخط اور مہر عدالت سے جاری ہوا۔ بعدالت جناب سینئر سول جج صاحب مقدمہ عنوان بالا میں مسئول علیہ کی تعمیل بذریعہ اشتہار اخبار کروائی جاتی ہے کہ وہ بتاریخ مقررہ اصالتاً یا وکالتاً حاضر عدالت ہو کر پیروی مقدمہ کریں بصورت دیگر کارروائی یکطرفہ عمل میں لائی جائے گی۔ آج بتاریخ میرے دستخط اور مہر عدالت سے جاری ہوا۔ بعدالت جناب سینئر سول جج صاحب مقدمہ عنوان بالا میں مسئول علیہ کی تعمیل بذریعہ اشتہار اخبار کروائی جاتی ہے کہ وہ بتاریخ مقررہ اصالتاً یا وکالتاً حاضر عدالت ہو کر پیروی مقدمہ کریں بصورت دیگر کارروائی یکطرفہ عمل میں لائی جائے گی۔ آج بتاریخ میرے دستخط اور مہر عدالت سے جاری ہوا۔ بعدالت جناب سینئر سول جج صاحب مقدمہ عنوان بالا میں مسئول علیہ کی تعمیل بذریعہ اشتہار اخبار کروائی جاتی ہے کہ وہ بتاریخ مقررہ اصالتاً یا وکالتاً حاضر عدالت ہو کر پیروی مقدمہ کریں بصورت دیگر کارروائی یکطرفہ عمل میں لائی جائے گی۔ آج بتاریخ میرے دستخط اور مہر عدالت سے جاری ہوا۔ [306,1525,380,1799]
notice-text: بعدالت جناب سینئر سول جج صاحب مقدمہ عنوان بالا میں مسئول علیہ کی تعمیل بذریعہ اشتہار اخبار کروائی جاتی ہے کہ وہ بتاریخ مقررہ اصالتاً یا وکالتاً حاضر عدالت ہو کر پیروی مقدمہ کریں بصورت دیگر کارروائی یکطرفہ عمل میں لائی جائے گی۔ آج بتاریخ میرے دستخط اور مہر عدالت سے جاری ہوا۔ بعدالت جناب سینئر سول جج صاحب مقدمہ عنوان بالا میں مسئول علیہ کی تعمیل بذریعہ اشتہار اخبار کروائی جاتی ہے کہ وہ بتاریخ مقررہ اصالتاً یا وکالتاً حاضر عدالت ہو کر پیروی مقدمہ کریں بصورت دیگر کارروائی یکطرفہ عمل میں لائی جائے گی۔ آج بتاریخ میرے دستخط اور مہر عدالت سے جاری ہوا۔ بعدالت جناب سینئر سول جج صاحب مقدمہ عنوان بالا میں مسئول علیہ کی تعمیل بذریعہ اشتہار اخبار کروائی جاتی ہے کہ وہ بتاریخ مقررہ اصالتاً یا وکالتاً حاضر عدالت ہو کر پیروی مقدمہ کریں بصورت دیگر کارروائی یکطرفہ عمل میں لائی جائے گی۔ آج بتاریخ میرے دستخط اور مہر عدالت سے جاری ہوا۔ بعدالت جناب سینئر سول جج صاحب مقدمہ عنوان بالا میں مسئول علیہ کی تعمیل بذریعہ اشتہار اخبار کروائی جاتی ہے کہ وہ بتاریخ مقررہ اصالتاً یا وکالتاً حاضر عدالت ہو کر پیروی مقدمہ کریں بصورت دیگر کارروائی یکطرفہ عمل میں لائی جائے گی۔ آج بتاریخ میرے دستخط اور مہر عدالت سے جاری ہوا۔ بعدالت جناب سینئر سول جج صاحب مقدمہ عنوان بالا میں مسئول علیہ کی تعمیل بذریعہ اشتہار اخبار کروائی جاتی ہے کہ وہ بتاریخ مقررہ اصالتاً یا وکالتاً حاضر عدالت ہو کر پیروی مقدمہ کریں بصورت دیگر کارروائی یکطرفہ عمل میں لائی جائے گی۔ آج بتاریخ میرے دستخط اور مہر عدالت سے جاری ہوا۔ بعدالت جناب سینئر سول جج صاحب مقدمہ عنوان بالا میں مسئول علیہ کی تعمیل بذریعہ اشتہار اخبار کروائی جاتی ہے کہ وہ بتاریخ مقررہ اصالتاً یا وکالتاً حاضر عدالت ہو کر پیروی مقدمہ کریں بصورت دیگر کارروائی یکطرفہ عمل میں لائی جائے گی۔ آج بتاریخ میرے دستخط اور مہر عدالت سے جاری ہوا۔ [229,573,303,905]
court-notice-text: بعدالت جناب سینئر سول جج صاحب مقدمہ عنوان بالا میں مسئول علیہ کی تعمیل بذریعہ اشتہار اخبار کروائی جاتی ہے کہ وہ بتاریخ مقررہ اصالتاً یا وکالتاً حاضر عدالت ہو کر پیروی مقدمہ کریں بصورت دیگر کارروائی یکطرفہ عمل میں لائی جائے گی۔ آج بتاریخ میرے دستخط اور مہر عدالت سے جاری ہوا۔ بعدالت جناب سینئر سول جج صاحب مقدمہ عنوان بالا میں مسئول علیہ کی تعمیل بذریعہ اشتہار اخبار کروائی جاتی ہے کہ وہ بتاریخ مقررہ اصالتاً یا وکالتاً حاضر عدالت ہو کر پیروی مقدمہ کریں بصورت دیگر کارروائی یکطرفہ عمل میں لائی جائے گی۔ آج بتاریخ میرے دستخط اور مہر عدالت سے جاری ہوا۔ بعدالت جناب سینئر سول جج صاحب مقدمہ عنوان بالا میں مسئول علیہ کی تعمیل بذریعہ اشتہار اخبار کروائی جاتی ہے کہ وہ بتاریخ مقررہ اصالتاً یا وکالتاً حاضر عدالت ہو کر پیروی مقدمہ کریں بصورت دیگر کارروائی یکطرفہ عمل میں لائی جائے گی۔ آج بتاریخ میرے دستخط اور مہر عدالت سے جاری ہوا۔ [2,752,76,917]
separator [77,1335,150,1336]
case-code: AKK-14-7979 [114,33,150,38]
separator [2,376,76,377]
notice-number: 50 [217,1297,224,1303]
court-notice-text: AKK-14-7979 بعدالت جناب سینئر سول جج صاحب مقدمہ عنوان بالا میں مسئول علیہ کی تعمیل بذریعہ اشتہار اخبار کروائی جاتی ہے کہ وہ بتاریخ مقررہ اصالتاً یا وکالتاً حاضر عدالت ہو کر پیروی مقدمہ کریں بصورت دیگر کارروائی یکطرفہ عمل میں لائی جائے گی۔ آج بتاریخ میرے دستخط اور مہر عدالت سے جاری ہوا۔ بعدالت جناب سینئر سول جج صاحب مقدمہ عنوان بالا میں مسئول علیہ کی تعمیل بذریعہ اشتہار اخبار کروائی جاتی ہے کہ وہ بتاریخ مقررہ اصالتاً یا وکالتاً حاضر عدالت ہو کر پیروی مقدمہ کریں بصورت دیگر کارروائی یکطرفہ عمل میں لائی جائے گی۔ آج بتاریخ میرے دستخط اور مہر عدالت سے جاری ہوا۔ [77,33,150,147]
court-notice-text: XXXVII CPC بعدالت جناب سینئر سول جج صاحب مقدمہ عنوان بالا میں مسئول علیہ کی تعمیل بذریعہ اشتہار اخبار کروائی جاتی ہے کہ وہ بتاریخ مقررہ اصالتاً یا وکالتاً حاضر عدالت ہو کر پیروی مقدمہ کریں بصورت دیگر کارروائی یکطرفہ عمل میں لائی جائے گی۔ آج بتاریخ میرے دستخط اور مہر عدالت سے جاری ہوا۔ بعدالت جناب سینئر سول جج صاحب مقدمہ عنوان بالا میں مسئول علیہ کی تعمیل بذریعہ اشتہار اخبار کروائی جاتی ہے کہ وہ بتاریخ مقررہ اصالتاً یا وکالتاً حاضر عدالت ہو کر پیروی مقدمہ کریں بصورت دیگر کارروائی یکطرفہ عمل میں لائی جائے گی۔ آج بتاریخ میرے دستخط اور مہر عدالت سے جاری ہوا۔ بعدالت جناب سینئر سول جج صاحب مقدمہ عنوان بالا میں مسئول علیہ کی تعمیل بذریعہ اشتہار اخبار کروائی جاتی ہے کہ وہ بتاریخ مقررہ اصالتاً یا وکالتاً حاضر عدالت ہو کر پیروی مقدمہ کریں بصورت دیگر کارروائی یکطرفہ عمل میں لائی جائے گی۔ آج بتاریخ میرے دستخط اور مہر عدالت سے جاری ہوا۔ [2,24,77,190]
masthead [0,0,608,13]
notice-item [382,331,459,597]
notice-number: 9 [602,1480,606,1486]
notice-item [537,196,608,379]
court-heading: تحصیلدار / اسسٹنٹ کمشنر [86,1068,140,1084]
notice-text: بعدالت جناب سینئر سول جج صاحب مقدمہ عنوان بالا میں مسئول علیہ کی تعمیل بذریعہ اشتہار اخبار کروائی جاتی ہے کہ وہ بتاریخ مقررہ اصالتاً یا وکالتاً حاضر عدالت ہو کر پیروی مقدمہ کریں بصورت دیگر کارروائی یکطرفہ عمل میں لائی جائے گی۔ آج بتاریخ میرے دستخط اور مہر عدالت سے جاری ہوا۔ بعدالت جناب سینئر سول جج صاحب مقدمہ عنوان بالا میں مسئول علیہ کی تعمیل بذریعہ اشتہار اخبار کروائی جاتی ہے کہ وہ بتاریخ مقررہ اصالتاً یا وکالتاً حاضر عدالت ہو کر پیروی مقدمہ کریں بصورت دیگر کارروائی یکطرفہ عمل میں لائی جائے گی۔ آج بتاریخ میرے دستخط اور مہر عدالت سے جاری ہوا۔ بعدالت جناب سینئر سول جج صاحب مقدمہ عنوان بالا میں مسئول علیہ کی تعمیل بذریعہ اشتہار اخبار کروائی جاتی ہے کہ وہ بتاریخ مقررہ اصالتاً یا وکالتاً حاضر عدالت ہو کر پیروی مقدمہ کریں بصورت دیگر کارروائی یکطرفہ عمل میں لائی جائے گی۔ آج بتاریخ میرے دستخط اور مہر عدالت سے جاری ہوا۔ بعدالت جناب سینئر سول جج صاحب مقدمہ عنوان بالا میں مسئول علیہ کی تعمیل بذریعہ اشتہار اخبار کروائی جاتی ہے کہ وہ بتاریخ مقررہ اصالتاً یا وکالتاً حاضر عدالت ہو کر پیروی مقدمہ کریں بصورت دیگر کارروائی یکطرفہ عمل میں لائی جائے گی۔ آج بتاریخ میرے دستخط اور مہر عدالت سے جاری ہوا۔ بعدالت جناب سینئر سول جج صاحب مقدمہ عنوان بالا میں مسئول علیہ کی تعمیل بذریعہ اشتہار اخبار کروائی جاتی ہے کہ وہ بتاریخ مقررہ اصالتاً یا وکالتاً حاضر عدالت ہو کر پیروی مقدمہ کریں بصورت دیگر کارروائی یکطرفہ عمل میں لائی جائے گی۔ آج بتاریخ میرے دستخط اور مہر عدالت سے جاری ہوا۔ [229,2082,303,2356]
court-heading: بعدالت جناب جج اسلام آباد [2,1278,76,1286]
notice-item [150,629,227,908]
notice-item [460,13,536,350]
notice-number: 32 [371,631,379,637]
notice-text: بعدالت جناب سینئر سول جج صاحب مقدمہ عنوان بالا میں مسئول علیہ کی تعمیل بذریعہ اشتہار اخبار کروائی جاتی ہے کہ وہ بتاریخ مقررہ اصالتاً یا وکالتاً حاضر عدالت ہو کر پیروی مقدمہ کریں بصورت دیگر کارروائی یکطرفہ عمل میں لائی جائے گی۔ آج بتاریخ میرے دستخط اور مہر عدالت سے جاری ہوا۔ بعدالت جناب سینئر سول جج صاحب مقدمہ عنوان بالا میں مسئول علیہ کی تعمیل بذریعہ اشتہار اخبار کروائی جاتی ہے کہ وہ بتاریخ مقررہ اصالتاً یا وکالتاً حاضر عدالت ہو کر پیروی مقدمہ کریں بصورت دیگر کارروائی یکطرفہ عمل میں لائی جائے گی۔ آج بتاریخ میرے دستخط اور مہر عدالت سے جاری ہوا۔ بعدالت جناب سینئر سول جج صاحب مقدمہ عنوان بالا میں مسئول علیہ کی تعمیل بذریعہ اشتہار اخبار کروائی جاتی ہے کہ وہ بتاریخ مقررہ اصالتاً یا وکالتاً حاضر عدالت ہو کر پیروی مقدمہ کریں بصورت دیگر کارروائی یکطرفہ عمل میں لائی جائے گی۔ آج بتاریخ میرے دستخط اور مہر عدالت سے جاری ہوا۔ بعدالت جناب سینئر سول جج صاحب مقدمہ عنوان بالا میں مسئول علیہ کی تعمیل بذریعہ اشتہار اخبار کروائی جاتی ہے کہ وہ بتاریخ مقررہ اصالتاً یا وکالتاً حاضر عدالت ہو کر پیروی مقدمہ کریں بصورت دیگر کارروائی یکطرفہ عمل میں لائی جائے گی۔ آج بتاریخ میرے دستخط اور مہر عدالت سے جاری ہوا۔ بعدالت جناب سینئر سول جج صاحب مقدمہ عنوان بالا میں مسئول علیہ کی تعمیل بذریعہ اشتہار اخبار کروائی جاتی ہے کہ وہ بتاریخ مقررہ اصالتاً یا وکالتاً حاضر عدالت ہو کر پیروی مقدمہ کریں بصورت دیگر کارروائی یکطرفہ عمل میں لائی جائے گی۔ آج بتاریخ میرے دستخط اور مہر عدالت سے جاری ہوا۔ [306,631,380,905]
notice-number: 33 [371,910,379,915]
notice-number: 48 [217,631,224,637]
notice-text: بعدالت جناب سینئر سول جج صاحب مقدمہ عنوان بالا میں مسئول علیہ کی تعمیل بذریعہ اشتہار اخبار کروائی جاتی ہے کہ وہ بتاریخ مقررہ اصالتاً یا وکالتاً حاضر عدالت ہو کر پیروی مقدمہ کریں بصورت دیگر کارروائی یکطرفہ عمل میں لائی جائے گی۔ آج بتاریخ میرے دستخط اور مہر عدالت سے جاری ہوا۔ بعدالت جناب سینئر سول جج صاحب مقدمہ عنوان بالا میں مسئول علیہ کی تعمیل بذریعہ اشتہار اخبار کروائی جاتی ہے کہ وہ بتاریخ مقررہ اصالتاً یا وکالتاً حاضر عدالت ہو کر پیروی مقدمہ کریں بصورت دیگر کارروائی یکطرفہ عمل میں لائی جائے گی۔ آج بتاریخ میرے دستخط اور مہر عدالت سے جاری ہوا۔ بعدالت جناب سینئر سول جج صاحب مقدمہ عنوان بالا میں مسئول علیہ کی تعمیل بذریعہ اشتہار اخبار کروائی جاتی ہے کہ وہ بتاریخ مقررہ اصالتاً یا وکالتاً حاضر عدالت ہو کر پیروی مقدمہ کریں بصورت دیگر کارروائی یکطرفہ عمل میں لائی جائے گی۔ آج بتاریخ میرے دستخط اور مہر عدالت سے جاری ہوا۔ بعدالت جناب سینئر سول جج صاحب مقدمہ عنوان بالا میں مسئول علیہ کی تعمیل بذریعہ اشتہار اخبار کروائی جاتی ہے کہ وہ بتاریخ مقررہ اصالتاً یا وکالتاً حاضر عدالت ہو کر پیروی مقدمہ کریں بصورت دیگر کارروائی یکطرفہ عمل میں لائی جائے گی۔ آج بتاریخ میرے دستخط اور مہر عدالت سے جاری ہوا۔ بعدالت جناب سینئر سول جج صاحب مقدمہ عنوان بالا میں مسئول علیہ کی تعمیل بذریعہ اشتہار اخبار کروائی جاتی ہے کہ وہ بتاریخ مقررہ اصالتاً یا وکالتاً حاضر عدالت ہو کر پیروی مقدمہ کریں بصورت دیگر کارروائی یکطرفہ عمل میں لائی جائے گی۔ آج بتاریخ میرے دستخط اور مہر عدالت سے جاری ہوا۔ بعدالت جناب سینئر سول جج صاحب مقدمہ عنوان بالا میں مسئول علیہ کی تعمیل بذریعہ اشتہار اخبار کروائی جاتی ہے کہ وہ بتاریخ مقررہ اصالتاً یا وکالتاً حاضر عدالت ہو کر پیروی مقدمہ کریں بصورت دیگر کارروائی یکطرفہ عمل میں لائی جائے گی۔ آج بتاریخ میرے دستخط اور مہر عدالت سے جاری ہوا۔ [229,1467,303,1799]
notice-number: 41 [294,910,302,915]
notice-text: بعدالت جناب سینئر سول جج صاحب مقدمہ عنوان بالا میں مسئول علیہ کی تعمیل بذریعہ اشتہار اخبار کروائی جاتی ہے کہ وہ بتاریخ مقررہ اصالتاً یا وکالتاً حاضر عدالت ہو کر پیروی مقدمہ کریں بصورت دیگر کارروائی یکطرفہ عمل میں لائی جائے گی۔ آج بتاریخ میرے دستخط اور مہر عدالت سے جاری ہوا۔ بعدالت جناب سینئر سول جج صاحب مقدمہ عنوان بالا میں مسئول علیہ کی تعمیل بذریعہ اشتہار اخبار کروائی جاتی ہے کہ وہ بتاریخ مقررہ اصالتاً یا وکالتاً حاضر عدالت ہو کر پیروی مقدمہ کریں بصورت دیگر کارروائی یکطرفہ عمل میں لائی جائے گی۔ آج بتاریخ میرے دستخط اور مہر عدالت سے جاری ہوا۔ بعدالت جناب سینئر سول جج صاحب مقدمہ عنوان بالا میں مسئول علیہ کی تعمیل بذریعہ اشتہار اخبار کروائی جاتی ہے کہ وہ بتاریخ مقررہ اصالتاً یا وکالتاً حاضر عدالت ہو کر پیروی مقدمہ کریں بصورت دیگر کارروائی یکطرفہ عمل میں لائی جائے گی۔ آج بتاریخ میرے دستخط اور مہر عدالت سے جاری ہوا۔ [538,1480,607,1658]
court-notice-text: بعدالت جناب سینئر سول جج صاحب مقدمہ عنوان بالا میں مسئول علیہ کی تعمیل بذریعہ اشتہار اخبار کروائی جاتی ہے کہ وہ بتاریخ مقررہ اصالتاً یا وکالتاً حاضر عدالت ہو کر پیروی مقدمہ کریں بصورت دیگر کارروائی یکطرفہ عمل میں لائی جائے گی۔ آج بتاریخ میرے دستخط اور مہر عدالت سے جاری ہوا۔ بعدالت جناب سینئر سول جج صاحب مقدمہ عنوان بالا میں مسئول علیہ کی تعمیل بذریعہ اشتہار اخبار کروائی جاتی ہے کہ وہ بتاریخ مقررہ اصالتاً یا وکالتاً حاضر عدالت ہو کر پیروی مقدمہ کریں بصورت دیگر کارروائی یکطرفہ عمل میں لائی جائے گی۔ آج بتاریخ میرے دستخط اور مہر عدالت سے جاری ہوا۔ [77,1602,150,1716]
column-8 [536,13,608,2574]
notice-item [305,1801,381,2080]
notice-number: 2 [602,199,606,204]
court-notice-text: بعدالت جناب سینئر سول جج صاحب مقدمہ عنوان بالا میں مسئول علیہ کی تعمیل بذریعہ اشتہار اخبار کروائی جاتی ہے کہ وہ بتاریخ مقررہ اصالتاً یا وکالتاً حاضر عدالت ہو کر پیروی مقدمہ کریں بصورت دیگر کارروائی یکطرفہ عمل میں لائی جائے گی۔ آج بتاریخ میرے دستخط اور مہر عدالت سے جاری ہوا۔ بعدالت جناب سینئر سول جج صاحب مقدمہ عنوان بالا میں مسئول علیہ کی تعمیل بذریعہ اشتہار اخبار کروائی جاتی ہے کہ وہ بتاریخ مقررہ اصالتاً یا وکالتاً حاضر عدالت ہو کر پیروی مقدمہ کریں بصورت دیگر کارروائی یکطرفہ عمل میں لائی جائے گی۔ آج بتاریخ میرے دستخط اور مہر عدالت سے جاری ہوا۔ [77,1347,150,1461]
notice-item [460,2184,536,2521]
court-notice-text: 03455668937 بعدالت جناب سینئر سول جج صاحب مقدمہ عنوان بالا میں مسئول علیہ کی تعمیل بذریعہ اشتہار اخبار کروائی جاتی ہے کہ وہ بتاریخ مقررہ اصالتاً یا وکالتاً حاضر عدالت ہو کر پیروی مقدمہ کریں بصورت دیگر کارروائی یکطرفہ عمل میں لائی جائے گی۔ آج بتاریخ میرے دستخط اور مہر عدالت سے جاری ہوا۔ بعدالت جناب سینئر سول جج صاحب مقدمہ عنوان بالا میں مسئول علیہ کی تعمیل بذریعہ اشتہار اخبار کروائی جاتی ہے کہ وہ بتاریخ مقررہ اصالتاً یا وکالتاً حاضر عدالت ہو کر پیروی مقدمہ کریں بصورت دیگر کارروائی یکطرفہ عمل میں لائی جائے گی۔ آج بتاریخ میرے دستخط اور مہر عدالت سے جاری ہوا۔ بعدالت جناب سینئر سول جج صاحب مقدمہ عنوان بالا میں مسئول علیہ کی تعمیل بذریعہ اشتہار اخبار کروائی جاتی ہے کہ وہ بتاریخ مقررہ اصالتاً یا وکالتاً حاضر عدالت ہو کر پیروی مقدمہ کریں بصورت دیگر کارروائی یکطرفہ عمل میں لائی جائے گی۔ آج بتاریخ میرے دستخط اور مہر عدالت سے جاری ہوا۔ [2,573,76,738]
notice-item [227,1186,304,1466]
notice-number: 29 [449,2031,457,2037]
court-heading: بعدالت جناب ظہیر رشید [5,379,72,387]
notice-number: 19 [527,1463,534,1469]
notice-item [305,1523,381,1802]
notice-text: بعدالت جناب سینئر سول جج صاحب مقدمہ عنوان بالا میں مسئول علیہ کی تعمیل بذریعہ اشتہار اخبار کروائی جاتی ہے کہ وہ بتاریخ مقررہ اصالتاً یا وکالتاً حاضر عدالت ہو کر پیروی مقدمہ کریں بصورت دیگر کارروائی یکطرفہ عمل میں لائی جائے گی۔ آج بتاریخ میرے دستخط اور مہر عدالت سے جاری ہوا۔ بعدالت جناب سینئر سول جج صاحب مقدمہ عنوان بالا میں مسئول علیہ کی تعمیل بذریعہ اشتہار اخبار کروائی جاتی ہے کہ وہ بتاریخ مقررہ اصالتاً یا وکالتاً حاضر عدالت ہو کر پیروی مقدمہ کریں بصورت دیگر کارروائی یکطرفہ عمل میں لائی جائے گی۔ آج بتاریخ میرے دستخط اور مہر عدالت سے جاری ہوا۔ بعدالت جناب سینئر سول جج صاحب مقدمہ عنوان بالا میں مسئول علیہ کی تعمیل بذریعہ اشتہار اخبار کروائی جاتی ہے کہ وہ بتاریخ مقررہ اصالتاً یا وکالتاً حاضر عدالت ہو کر پیروی مقدمہ کریں بصورت دیگر کارروائی یکطرفہ عمل میں لائی جائے گی۔ آج بتاریخ میرے دستخط اور مہر عدالت سے جاری ہوا۔ [538,1114,607,1292]
notice-text: بعدالت جناب سینئر سول جج صاحب مقدمہ عنوان بالا میں مسئول علیہ کی تعمیل بذریعہ اشتہار اخبار کروائی جاتی ہے کہ وہ بتاریخ مقررہ اصالتاً یا وکالتاً حاضر عدالت ہو کر پیروی مقدمہ کریں بصورت دیگر کارروائی یکطرفہ عمل میں لائی جائے گی۔ آج بتاریخ میرے دستخط اور مہر عدالت سے جاری ہوا۔ بعدالت جناب سینئر سول جج صاحب مقدمہ عنوان بالا میں مسئول علیہ کی تعمیل بذریعہ اشتہار اخبار کروائی جاتی ہے کہ وہ بتاریخ مقررہ اصالتاً یا وکالتاً حاضر عدالت ہو کر پیروی مقدمہ کریں بصورت دیگر کارروائی یکطرفہ عمل میں لائی جائے گی۔ آج بتاریخ میرے دستخط اور مہر عدالت سے جاری ہوا۔ بعدالت جناب سینئر سول جج صاحب مقدمہ عنوان بالا میں مسئول علیہ کی تعمیل بذریعہ اشتہار اخبار کروائی جاتی ہے کہ وہ بتاریخ مقررہ اصالتاً یا وکالتاً حاضر عدالت ہو کر پیروی مقدمہ کریں بصورت دیگر کارروائی یکطرفہ عمل میں لائی جائے گی۔ آج بتاریخ میرے دستخط اور مہر عدالت سے جاری ہوا۔ بعدالت جناب سینئر سول جج صاحب مقدمہ عنوان بالا میں مسئول علیہ کی تعمیل بذریعہ اشتہار اخبار کروائی جاتی ہے کہ وہ بتاریخ مقررہ اصالتاً یا وکالتاً حاضر عدالت ہو کر پیروی مقدمہ کریں بصورت دیگر کارروائی یکطرفہ عمل میں لائی جائے گی۔ آج بتاریخ میرے دستخط اور مہر عدالت سے جاری ہوا۔ بعدالت جناب سینئر سول جج صاحب مقدمہ عنوان بالا میں مسئول علیہ کی تعمیل بذریعہ اشتہار اخبار کروائی جاتی ہے کہ وہ بتاریخ مقررہ اصالتاً یا وکالتاً حاضر عدالت ہو کر پیروی مقدمہ کریں بصورت دیگر کارروائی یکطرفہ عمل میں لائی جائے گی۔ آج بتاریخ میرے دستخط اور مہر عدالت سے جاری ہوا۔ بعدالت جناب سینئر سول جج صاحب مقدمہ عنوان بالا میں مسئول علیہ کی تعمیل بذریعہ اشتہار اخبار کروائی جاتی ہے کہ وہ بتاریخ مقررہ اصالتاً یا وکالتاً حاضر عدالت ہو کر پیروی مقدمہ کریں بصورت دیگر کارروائی یکطرفہ عمل میں لائی جائے گی۔ آج بتاریخ میرے دستخط اور مہر عدالت سے جاری ہوا۔ [461,739,535,1071]
court-heading: صاحب سول جج چکوال [77,1720,150,1728]
notice-number: 10 [598,1663,606,1669]
court-notice-text: بعدالت جناب سینئر سول جج صاحب مقدمہ عنوان بالا میں مسئول علیہ کی تعمیل بذریعہ اشتہار اخبار کروائی جاتی ہے کہ وہ بتاریخ مقررہ اصالتاً یا وکالتاً حاضر عدالت ہو کر پیروی مقدمہ کریں بصورت دیگر کارروائی یکطرفہ عمل میں لائی جائے گی۔ آج بتاریخ میرے دستخط اور مہر عدالت سے جاری ہوا۔ بعدالت جناب سینئر سول جج صاحب مقدمہ عنوان بالا میں مسئول علیہ کی تعمیل بذریعہ اشتہار اخبار کروائی جاتی ہے کہ وہ بتاریخ مقررہ اصالتاً یا وکالتاً حاضر عدالت ہو کر پیروی مقدمہ کریں بصورت دیگر کارروائی یکطرفہ عمل میں لائی جائے گی۔ آج بتاریخ میرے دستخط اور مہر عدالت سے جاری ہوا۔ بعدالت جناب سینئر سول جج صاحب مقدمہ عنوان بالا میں مسئول علیہ کی تعمیل بذریعہ اشتہار اخبار کروائی جاتی ہے کہ وہ بتاریخ مقررہ اصالتاً یا وکالتاً حاضر عدالت ہو کر پیروی مقدمہ کریں بصورت دیگر کارروائی یکطرفہ عمل میں لائی جائے گی۔ آج بتاریخ میرے دستخط اور مہر عدالت سے جاری ہوا۔ [2,1644,76,1809]
separator [2,1633,76,1634]
notice-text: بعدالت جناب سینئر سول جج صاحب مقدمہ عنوان بالا میں مسئول علیہ کی تعمیل بذریعہ اشتہار اخبار کروائی جاتی ہے کہ وہ بتاریخ مقررہ اصالتاً یا وکالتاً حاضر عدالت ہو کر پیروی مقدمہ کریں بصورت دیگر کارروائی یکطرفہ عمل میں لائی جائے گی۔ آج بتاریخ میرے دستخط اور مہر عدالت سے جاری ہوا۔ بعدالت جناب سینئر سول جج صاحب مقدمہ عنوان بالا میں مسئول علیہ کی تعمیل بذریعہ اشتہار اخبار کروائی جاتی ہے کہ وہ بتاریخ مقررہ اصالتاً یا وکالتاً حاضر عدالت ہو کر پیروی مقدمہ کریں بصورت دیگر کارروائی یکطرفہ عمل میں لائی جائے گی۔ آج بتاریخ میرے دستخط اور مہر عدالت سے جاری ہوا۔ بعدالت جناب سینئر سول جج صاحب مقدمہ عنوان بالا میں مسئول علیہ کی تعمیل بذریعہ اشتہار اخبار کروائی جاتی ہے کہ وہ بتاریخ مقررہ اصالتاً یا وکالتاً حاضر عدالت ہو کر پیروی مقدمہ کریں بصورت دیگر کارروائی یکطرفہ عمل میں لائی جائے گی۔ آج بتاریخ میرے دستخط اور مہر عدالت سے جاری ہوا۔ [538,2395,607,2574]
notice-item [382,863,459,1180]
notice-number: 39 [294,294,302,300]
notice-text: بعدالت جناب سینئر سول جج صاحب مقدمہ عنوان بالا میں مسئول علیہ کی تعمیل بذریعہ اشتہار اخبار کروائی جاتی ہے کہ وہ بتاریخ مقررہ اصالتاً یا وکالتاً حاضر عدالت ہو کر پیروی مقدمہ کریں بصورت دیگر کارروائی یکطرفہ عمل میں لائی جائے گی۔ آج بتاریخ میرے دستخط اور مہر عدالت سے جاری ہوا۔ بعدالت جناب سینئر سول جج صاحب مقدمہ عنوان بالا میں مسئول علیہ کی تعمیل بذریعہ اشتہار اخبار کروائی جاتی ہے کہ وہ بتاریخ مقررہ اصالتاً یا وکالتاً حاضر عدالت ہو کر پیروی مقدمہ کریں بصورت دیگر کارروائی یکطرفہ عمل میں لائی جائے گی۔ آج بتاریخ میرے دستخط اور مہر عدالت سے جاری ہوا۔ بعدالت جناب سینئر سول جج صاحب مقدمہ عنوان بالا میں مسئول علیہ کی تعمیل بذریعہ اشتہار اخبار کروائی جاتی ہے کہ وہ بتاریخ مقررہ اصالتاً یا وکالتاً حاضر عدالت ہو کر پیروی مقدمہ کریں بصورت دیگر کارروائی یکطرفہ عمل میں لائی جائے گی۔ آج بتاریخ میرے دستخط اور مہر عدالت سے جاری ہوا۔ بعدالت جناب سینئر سول جج صاحب مقدمہ عنوان بالا میں مسئول علیہ کی تعمیل بذریعہ اشتہار اخبار کروائی جاتی ہے کہ وہ بتاریخ مقررہ اصالتاً یا وکالتاً حاضر عدالت ہو کر پیروی مقدمہ کریں بصورت دیگر کارروائی یکطرفہ عمل میں لائی جائے گی۔ آج بتاریخ میرے دستخط اور مہر عدالت سے جاری ہوا۔ بعدالت جناب سینئر سول جج صاحب مقدمہ عنوان بالا میں مسئول علیہ کی تعمیل بذریعہ اشتہار اخبار کروائی جاتی ہے کہ وہ بتاریخ مقررہ اصالتاً یا وکالتاً حاضر عدالت ہو کر پیروی مقدمہ کریں بصورت دیگر کارروائی یکطرفہ عمل میں لائی جائے گی۔ آج بتاریخ میرے دستخط اور مہر عدالت سے جاری ہوا۔ [306,910,380,1183]
notice-text: بعدالت جناب سینئر سول جج صاحب مقدمہ عنوان بالا میں مسئول علیہ کی تعمیل بذریعہ اشتہار اخبار کروائی جاتی ہے کہ وہ بتاریخ مقررہ اصالتاً یا وکالتاً حاضر عدالت ہو کر پیروی مقدمہ کریں بصورت دیگر کارروائی یکطرفہ عمل میں لائی جائے گی۔ آج بتاریخ میرے دستخط اور مہر عدالت سے جاری ہوا۔ بعدالت جناب سینئر سول جج صاحب مقدمہ عنوان بالا میں مسئول علیہ کی تعمیل بذریعہ اشتہار اخبار کروائی جاتی ہے کہ وہ بتاریخ مقررہ اصالتاً یا وکالتاً حاضر عدالت ہو کر پیروی مقدمہ کریں بصورت دیگر کارروائی یکطرفہ عمل میں لائی جائے گی۔ آج بتاریخ میرے دستخط اور مہر عدالت سے جاری ہوا۔ بعدالت جناب سینئر سول جج صاحب مقدمہ عنوان بالا میں مسئول علیہ کی تعمیل بذریعہ اشتہار اخبار کروائی جاتی ہے کہ وہ بتاریخ مقررہ اصالتاً یا وکالتاً حاضر عدالت ہو کر پیروی مقدمہ کریں بصورت دیگر کارروائی یکطرفہ عمل میں لائی جائے گی۔ آج بتاریخ میرے دستخط اور مہر عدالت سے جاری ہوا۔ بعدالت جناب سینئر سول جج صاحب مقدمہ عنوان بالا میں مسئول علیہ کی تعمیل بذریعہ اشتہار اخبار کروائی جاتی ہے کہ وہ بتاریخ مقررہ اصالتاً یا وکالتاً حاضر عدالت ہو کر پیروی مقدمہ کریں بصورت دیگر کارروائی یکطرفہ عمل میں لائی جائے گی۔ آج بتاریخ میرے دستخط اور مہر عدالت سے جاری ہوا۔ بعدالت جناب سینئر سول جج صاحب مقدمہ عنوان بالا میں مسئول علیہ کی تعمیل بذریعہ اشتہار اخبار کروائی جاتی ہے کہ وہ بتاریخ مقررہ اصالتاً یا وکالتاً حاضر عدالت ہو کر پیروی مقدمہ کریں بصورت دیگر کارروائی یکطرفہ عمل میں لائی جائے گی۔ آج بتاریخ میرے دستخط اور مہر عدالت سے جاری ہوا۔ بعدالت جناب سینئر سول جج صاحب مقدمہ عنوان بالا میں مسئول علیہ کی تعمیل بذریعہ اشتہار اخبار کروائی جاتی ہے کہ وہ بتاریخ مقررہ اصالتاً یا وکالتاً حاضر عدالت ہو کر پیروی مقدمہ کریں بصورت دیگر کارروائی یکطرفہ عمل میں لائی جائے گی۔ آج بتاریخ میرے دستخط اور مہر عدالت سے جاری ہوا۔ بعدالت جناب سینئر سول جج صاحب مقدمہ عنوان بالا میں مسئول علیہ کی تعمیل بذریعہ اشتہار اخبار کروائی جاتی ہے کہ وہ بتاریخ مقررہ اصالتاً یا وکالتاً حاضر عدالت ہو کر پیروی مقدمہ کریں بصورت دیگر کارروائی یکطرفہ عمل میں لائی جائے گی۔ آج بتاریخ میرے دستخط اور مہر عدالت سے جاری ہوا۔ [461,1799,535,2182]
case-code: PKBK13183 [43,387,76,393]
notice-text: بعدالت جناب سینئر سول جج صاحب مقدمہ عنوان بالا میں مسئول علیہ کی تعمیل بذریعہ اشتہار اخبار کروائی جاتی ہے کہ وہ بتاریخ مقررہ اصالتاً یا وکالتاً حاضر عدالت ہو کر پیروی مقدمہ کریں بصورت دیگر کارروائی یکطرفہ عمل میں لائی جائے گی۔ آج بتاریخ میرے دستخط اور مہر عدالت سے جاری ہوا۔ بعدالت جناب سینئر سول جج صاحب مقدمہ عنوان بالا میں مسئول علیہ کی تعمیل بذریعہ اشتہار اخبار کروائی جاتی ہے کہ وہ بتاریخ مقررہ اصالتاً یا وکالتاً حاضر عدالت ہو کر پیروی مقدمہ کریں بصورت دیگر کارروائی یکطرفہ عمل میں لائی جائے گی۔ آج بتاریخ میرے دستخط اور مہر عدالت سے جاری ہوا۔ بعدالت جناب سینئر سول جج صاحب مقدمہ عنوان بالا میں مسئول علیہ کی تعمیل بذریعہ اشتہار اخبار کروائی جاتی ہے کہ وہ بتاریخ مقررہ اصالتاً یا وکالتاً حاضر عدالت ہو کر پیروی مقدمہ کریں بصورت دیگر کارروائی یکطرفہ عمل میں لائی جائے گی۔ آج بتاریخ میرے دستخط اور مہر عدالت سے جاری ہوا۔ [538,1663,607,1841]
notice-number: 28 [449,1765,457,1771]
notice-text: بعدالت جناب سینئر سول جج صاحب مقدمہ عنوان بالا میں مسئول علیہ کی تعمیل بذریعہ اشتہار اخبار کروائی جاتی ہے کہ وہ بتاریخ مقررہ اصالتاً یا وکالتاً حاضر عدالت ہو کر پیروی مقدمہ کریں بصورت دیگر کارروائی یکطرفہ عمل میں لائی جائے گی۔ آج بتاریخ میرے دستخط اور مہر عدالت سے جاری ہوا۔ بعدالت جناب سینئر سول جج صاحب مقدمہ عنوان بالا میں مسئول علیہ کی تعمیل بذریعہ اشتہار اخبار کروائی جاتی ہے کہ وہ بتاریخ مقررہ اصالتاً یا وکالتاً حاضر عدالت ہو کر پیروی مقدمہ کریں بصورت دیگر کارروائی یکطرفہ عمل میں لائی جائے گی۔ آج بتاریخ میرے دستخط اور مہر عدالت سے جاری ہوا۔ بعدالت جناب سینئر سول جج صاحب مقدمہ عنوان بالا میں مسئول علیہ کی تعمیل بذریعہ اشتہار اخبار کروائی جاتی ہے کہ وہ بتاریخ مقررہ اصالتاً یا وکالتاً حاضر عدالت ہو کر پیروی مقدمہ کریں بصورت دیگر کارروائی یکطرفہ عمل میں لائی جائے گی۔ آج بتاریخ میرے دستخط اور مہر عدالت سے جاری ہوا۔ بعدالت جناب سینئر سول جج صاحب مقدمہ عنوان بالا میں مسئول علیہ کی تعمیل بذریعہ اشتہار اخبار کروائی جاتی ہے کہ وہ بتاریخ مقررہ اصالتاً یا وکالتاً حاضر عدالت ہو کر پیروی مقدمہ کریں بصورت دیگر کارروائی یکطرفہ عمل میں لائی جائے گی۔ آج بتاریخ میرے دستخط اور مہر عدالت سے جاری ہوا۔ بعدالت جناب سینئر سول جج صاحب مقدمہ عنوان بالا میں مسئول علیہ کی تعمیل بذریعہ اشتہار اخبار کروائی جاتی ہے کہ وہ بتاریخ مقررہ اصالتاً یا وکالتاً حاضر عدالت ہو کر پیروی مقدمہ کریں بصورت دیگر کارروائی یکطرفہ عمل میں لائی جائے گی۔ آج بتاریخ میرے دستخط اور مہر عدالت سے جاری ہوا۔ بعدالت جناب سینئر سول جج صاحب مقدمہ عنوان بالا میں مسئول علیہ کی تعمیل بذریعہ اشتہار اخبار کروائی جاتی ہے کہ وہ بتاریخ مقررہ اصالتاً یا وکالتاً حاضر عدالت ہو کر پیروی مقدمہ کریں بصورت دیگر کارروائی یکطرفہ عمل میں لائی جائے گی۔ آج بتاریخ میرے دستخط اور مہر عدالت سے جاری ہوا۔ [151,294,226,626]
notice-item [227,293,304,572]
notice-item [227,571,304,907]
notice-text: بعدالت جناب سینئر سول جج صاحب مقدمہ عنوان بالا میں مسئول علیہ کی تعمیل بذریعہ اشتہار اخبار کروائی جاتی ہے کہ وہ بتاریخ مقررہ اصالتاً یا وکالتاً حاضر عدالت ہو کر پیروی مقدمہ کریں بصورت دیگر کارروائی یکطرفہ عمل میں لائی جائے گی۔ آج بتاریخ میرے دستخط اور مہر عدالت سے جاری ہوا۔ بعدالت جناب سینئر سول جج صاحب مقدمہ عنوان بالا میں مسئول علیہ کی تعمیل بذریعہ اشتہار اخبار کروائی جاتی ہے کہ وہ بتاریخ مقررہ اصالتاً یا وکالتاً حاضر عدالت ہو کر پیروی مقدمہ کریں بصورت دیگر کارروائی یکطرفہ عمل میں لائی جائے گی۔ آج بتاریخ میرے دستخط اور مہر عدالت سے جاری ہوا۔ بعدالت جناب سینئر سول جج صاحب مقدمہ عنوان بالا میں مسئول علیہ کی تعمیل بذریعہ اشتہار اخبار کروائی جاتی ہے کہ وہ بتاریخ مقررہ اصالتاً یا وکالتاً حاضر عدالت ہو کر پیروی مقدمہ کریں بصورت دیگر کارروائی یکطرفہ عمل میں لائی جائے گی۔ آج بتاریخ میرے دستخط اور مہر عدالت سے جاری ہوا۔ بعدالت جناب سینئر سول جج صاحب مقدمہ عنوان بالا میں مسئول علیہ کی تعمیل بذریعہ اشتہار اخبار کروائی جاتی ہے کہ وہ بتاریخ مقررہ اصالتاً یا وکالتاً حاضر عدالت ہو کر پیروی مقدمہ کریں بصورت دیگر کارروائی یکطرفہ عمل میں لائی جائے گی۔ آج بتاریخ میرے دستخط اور مہر عدالت سے جاری ہوا۔ بعدالت جناب سینئر سول جج صاحب مقدمہ عنوان بالا میں مسئول علیہ کی تعمیل بذریعہ اشتہار اخبار کروائی جاتی ہے کہ وہ بتاریخ مقررہ اصالتاً یا وکالتاً حاضر عدالت ہو کر پیروی مقدمہ کریں بصورت دیگر کارروائی یکطرفہ عمل میں لائی جائے گی۔ آج بتاریخ میرے دستخط اور مہر عدالت سے جاری ہوا۔ [383,599,458,860]
notice-item [305,907,381,1186]
court-heading: سول جج فیملی کورٹ راولپنڈی [77,414,150,429]
columns-area [0,13,608,2574]
separator [77,412,150,413]
notice-text: بعدالت جناب سینئر سول جج صاحب مقدمہ عنوان بالا میں مسئول علیہ کی تعمیل بذریعہ اشتہار اخبار کروائی جاتی ہے کہ وہ بتاریخ مقررہ اصالتاً یا وکالتاً حاضر عدالت ہو کر پیروی مقدمہ کریں بصورت دیگر کارروائی یکطرفہ عمل میں لائی جائے گی۔ آج بتاریخ میرے دستخط اور مہر عدالت سے جاری ہوا۔ بعدالت جناب سینئر سول جج صاحب مقدمہ عنوان بالا میں مسئول علیہ کی تعمیل بذریعہ اشتہار اخبار کروائی جاتی ہے کہ وہ بتاریخ مقررہ اصالتاً یا وکالتاً حاضر عدالت ہو کر پیروی مقدمہ کریں بصورت دیگر کارروائی یکطرفہ عمل میں لائی جائے گی۔ آج بتاریخ میرے دستخط اور مہر عدالت سے جاری ہوا۔ بعدالت جناب سینئر سول جج صاحب مقدمہ عنوان بالا میں مسئول علیہ کی تعمیل بذریعہ اشتہار اخبار کروائی جاتی ہے کہ وہ بتاریخ مقررہ اصالتاً یا وکالتاً حاضر عدالت ہو کر پیروی مقدمہ کریں بصورت دیگر کارروائی یکطرفہ عمل میں لائی جائے گی۔ آج بتاریخ میرے دستخط اور مہر عدالت سے جاری ہوا۔ بعدالت جناب سینئر سول جج صاحب مقدمہ عنوان بالا میں مسئول علیہ کی تعمیل بذریعہ اشتہار اخبار کروائی جاتی ہے کہ وہ بتاریخ مقررہ اصالتاً یا وکالتاً حاضر عدالت ہو کر پیروی مقدمہ کریں بصورت دیگر کارروائی یکطرفہ عمل میں لائی جائے گی۔ آج بتاریخ میرے دستخط اور مہر عدالت سے جاری ہوا۔ بعدالت جناب سینئر سول جج صاحب مقدمہ عنوان بالا میں مسئول علیہ کی تعمیل بذریعہ اشتہار اخبار کروائی جاتی ہے کہ وہ بتاریخ مقررہ اصالتاً یا وکالتاً حاضر عدالت ہو کر پیروی مقدمہ کریں بصورت دیگر کارروائی یکطرفہ عمل میں لائی جائے گی۔ آج بتاریخ میرے دستخط اور مہر عدالت سے جاری ہوا۔ [151,16,226,289]
notice-item [227,907,304,1186]
court-heading: بعدالت محترمہ سعدیہ اکرام صاحبہ [83,279,143,295]
notice-text: بعدالت جناب سینئر سول جج صاحب مقدمہ عنوان بالا میں مسئول علیہ کی تعمیل بذریعہ اشتہار اخبار کروائی جاتی ہے کہ وہ بتاریخ مقررہ اصالتاً یا وکالتاً حاضر عدالت ہو کر پیروی مقدمہ کریں بصورت دیگر کارروائی یکطرفہ عمل میں لائی جائے گی۔ آج بتاریخ میرے دستخط اور مہر عدالت سے جاری ہوا۔ بعدالت جناب سینئر سول جج صاحب مقدمہ عنوان بالا میں مسئول علیہ کی تعمیل بذریعہ اشتہار اخبار کروائی جاتی ہے کہ وہ بتاریخ مقررہ اصالتاً یا وکالتاً حاضر عدالت ہو کر پیروی مقدمہ کریں بصورت دیگر کارروائی یکطرفہ عمل میں لائی جائے گی۔ آج بتاریخ میرے دستخط اور مہر عدالت سے جاری ہوا۔ بعدالت جناب سینئر سول جج صاحب مقدمہ عنوان بالا میں مسئول علیہ کی تعمیل بذریعہ اشتہار اخبار کروائی جاتی ہے کہ وہ بتاریخ مقررہ اصالتاً یا وکالتاً حاضر عدالت ہو کر پیروی مقدمہ کریں بصورت دیگر کارروائی یکطرفہ عمل میں لائی جائے گی۔ آج بتاریخ میرے دستخط اور مہر عدالت سے جاری ہوا۔ بعدالت جناب سینئر سول جج صاحب مقدمہ عنوان بالا میں مسئول علیہ کی تعمیل بذریعہ اشتہار اخبار کروائی جاتی ہے کہ وہ بتاریخ مقررہ اصالتاً یا وکالتاً حاضر عدالت ہو کر پیروی مقدمہ کریں بصورت دیگر کارروائی یکطرفہ عمل میں لائی جائے گی۔ آج بتاریخ میرے دستخط اور مہر عدالت سے جاری ہوا۔ بعدالت جناب سینئر سول جج صاحب مقدمہ عنوان بالا میں مسئول علیہ کی تعمیل بذریعہ اشتہار اخبار کروائی جاتی ہے کہ وہ بتاریخ مقررہ اصالتاً یا وکالتاً حاضر عدالت ہو کر پیروی مقدمہ کریں بصورت دیگر کارروائی یکطرفہ عمل میں لائی جائے گی۔ آج بتاریخ میرے دستخط اور مہر عدالت سے جاری ہوا۔ بعدالت جناب سینئر سول جج صاحب مقدمہ عنوان بالا میں مسئول علیہ کی تعمیل بذریعہ اشتہار اخبار کروائی جاتی ہے کہ وہ بتاریخ مقررہ اصالتاً یا وکالتاً حاضر عدالت ہو کر پیروی مقدمہ کریں بصورت دیگر کارروائی یکطرفہ عمل میں لائی جائے گی۔ آج بتاریخ میرے دستخط اور مہر عدالت سے جاری ہوا۔ [461,16,535,347]
case-code: ZDA032062 [117,296,150,302]
notice-item [537,2393,608,2576]
court-heading: بعدالت جناب خالد بشیر [7,16,71,23]
notice-number: 16 [527,352,534,358]
separator [77,1590,150,1591]
notice-item [537,1295,608,1478]
court-heading: گمشدگی اطلاع [18,1100,60,1108]
court-notice-text: بعدالت جناب سینئر سول جج صاحب مقدمہ عنوان بالا میں مسئول علیہ کی تعمیل بذریعہ اشتہار اخبار کروائی جاتی ہے کہ وہ بتاریخ مقررہ اصالتاً یا وکالتاً حاضر عدالت ہو کر پیروی مقدمہ کریں بصورت دیگر کارروائی یکطرفہ عمل میں لائی جائے گی۔ آج بتاریخ میرے دستخط اور مہر عدالت سے جاری ہوا۔ بعدالت جناب سینئر سول جج صاحب مقدمہ عنوان بالا میں مسئول علیہ کی تعمیل بذریعہ اشتہار اخبار کروائی جاتی ہے کہ وہ بتاریخ مقررہ اصالتاً یا وکالتاً حاضر عدالت ہو کر پیروی مقدمہ کریں بصورت دیگر کارروائی یکطرفہ عمل میں لائی جائے گی۔ آج بتاریخ میرے دستخط اور مہر عدالت سے جاری ہوا۔ بعدالت جناب سینئر سول جج صاحب مقدمہ عنوان بالا میں مسئول علیہ کی تعمیل بذریعہ اشتہار اخبار کروائی جاتی ہے کہ وہ بتاریخ مقررہ اصالتاً یا وکالتاً حاضر عدالت ہو کر پیروی مقدمہ کریں بصورت دیگر کارروائی یکطرفہ عمل میں لائی جائے گی۔ آج بتاریخ میرے دستخط اور مہر عدالت سے جاری ہوا۔ [2,930,76,1095]
notice-item [150,907,227,1295]
notice-number: 26 [449,1182,457,1188]
notice-text: بعدالت جناب سینئر سول جج صاحب مقدمہ عنوان بالا میں مسئول علیہ کی تعمیل بذریعہ اشتہار اخبار کروائی جاتی ہے کہ وہ بتاریخ مقررہ اصالتاً یا وکالتاً حاضر عدالت ہو کر پیروی مقدمہ کریں بصورت دیگر کارروائی یکطرفہ عمل میں لائی جائے گی۔ آج بتاریخ میرے دستخط اور مہر عدالت سے جاری ہوا۔ بعدالت جناب سینئر سول جج صاحب مقدمہ عنوان بالا میں مسئول علیہ کی تعمیل بذریعہ اشتہار اخبار کروائی جاتی ہے کہ وہ بتاریخ مقررہ اصالتاً یا وکالتاً حاضر عدالت ہو کر پیروی مقدمہ کریں بصورت دیگر کارروائی یکطرفہ عمل میں لائی جائے گی۔ آج بتاریخ میرے دستخط اور مہر عدالت سے جاری ہوا۔ بعدالت جناب سینئر سول جج صاحب مقدمہ عنوان بالا میں مسئول علیہ کی تعمیل بذریعہ اشتہار اخبار کروائی جاتی ہے کہ وہ بتاریخ مقررہ اصالتاً یا وکالتاً حاضر عدالت ہو کر پیروی مقدمہ کریں بصورت دیگر کارروائی یکطرفہ عمل میں لائی جائے گی۔ آج بتاریخ میرے دستخط اور مہر عدالت سے جاری ہوا۔ بعدالت جناب سینئر سول جج صاحب مقدمہ عنوان بالا میں مسئول علیہ کی تعمیل بذریعہ اشتہار اخبار کروائی جاتی ہے کہ وہ بتاریخ مقررہ اصالتاً یا وکالتاً حاضر عدالت ہو کر پیروی مقدمہ کریں بصورت دیگر کارروائی یکطرفہ عمل میں لائی جائے گی۔ آج بتاریخ میرے دستخط اور مہر عدالت سے جاری ہوا۔ بعدالت جناب سینئر سول جج صاحب مقدمہ عنوان بالا میں مسئول علیہ کی تعمیل بذریعہ اشتہار اخبار کروائی جاتی ہے کہ وہ بتاریخ مقررہ اصالتاً یا وکالتاً حاضر عدالت ہو کر پیروی مقدمہ کریں بصورت دیگر کارروائی یکطرفہ عمل میں لائی جائے گی۔ آج بتاریخ میرے دستخط اور مہر عدالت سے جاری ہوا۔ بعدالت جناب سینئر سول جج صاحب مقدمہ عنوان بالا میں مسئول علیہ کی تعمیل بذریعہ اشتہار اخبار کروائی جاتی ہے کہ وہ بتاریخ مقررہ اصالتاً یا وکالتاً حاضر عدالت ہو کر پیروی مقدمہ کریں بصورت دیگر کارروائی یکطرفہ عمل میں لائی جائے گی۔ آج بتاریخ میرے دستخط اور مہر عدالت سے جاری ہوا۔ بعدالت جناب سینئر سول جج صاحب مقدمہ عنوان بالا میں مسئول علیہ کی تعمیل بذریعہ اشتہار اخبار کروائی جاتی ہے کہ وہ بتاریخ مقررہ اصالتاً یا وکالتاً حاضر عدالت ہو کر پیروی مقدمہ کریں بصورت دیگر کارروائی یکطرفہ عمل میں لائی جائے گی۔ آج بتاریخ میرے دستخط اور مہر عدالت سے جاری ہوا۔ [461,352,535,735]
notice-text: بعدالت جناب سینئر سول جج صاحب مقدمہ عنوان بالا میں مسئول علیہ کی تعمیل بذریعہ اشتہار اخبار کروائی جاتی ہے کہ وہ بتاریخ مقررہ اصالتاً یا وکالتاً حاضر عدالت ہو کر پیروی مقدمہ کریں بصورت دیگر کارروائی یکطرفہ عمل میں لائی جائے گی۔ آج بتاریخ میرے دستخط اور مہر عدالت سے جاری ہوا۔ بعدالت جناب سینئر سول جج صاحب مقدمہ عنوان بالا میں مسئول علیہ کی تعمیل بذریعہ اشتہار اخبار کروائی جاتی ہے کہ وہ بتاریخ مقررہ اصالتاً یا وکالتاً حاضر عدالت ہو کر پیروی مقدمہ کریں بصورت دیگر کارروائی یکطرفہ عمل میں لائی جائے گی۔ آج بتاریخ میرے دستخط اور مہر عدالت سے جاری ہوا۔ بعدالت جناب سینئر سول جج صاحب مقدمہ عنوان بالا میں مسئول علیہ کی تعمیل بذریعہ اشتہار اخبار کروائی جاتی ہے کہ وہ بتاریخ مقررہ اصالتاً یا وکالتاً حاضر عدالت ہو کر پیروی مقدمہ کریں بصورت دیگر کارروائی یکطرفہ عمل میں لائی جائے گی۔ آج بتاریخ میرے دستخط اور مہر عدالت سے جاری ہوا۔ بعدالت جناب سینئر سول جج صاحب مقدمہ عنوان بالا میں مسئول علیہ کی تعمیل بذریعہ اشتہار اخبار کروائی جاتی ہے کہ وہ بتاریخ مقررہ اصالتاً یا وکالتاً حاضر عدالت ہو کر پیروی مقدمہ کریں بصورت دیگر کارروائی یکطرفہ عمل میں لائی جائے گی۔ آج بتاریخ میرے دستخط اور مہر عدالت سے جاری ہوا۔ بعدالت جناب سینئر سول جج صاحب مقدمہ عنوان بالا میں مسئول علیہ کی تعمیل بذریعہ اشتہار اخبار کروائی جاتی ہے کہ وہ بتاریخ مقررہ اصالتاً یا وکالتاً حاضر عدالت ہو کر پیروی مقدمہ کریں بصورت دیگر کارروائی یکطرفہ عمل میں لائی جائے گی۔ آج بتاریخ میرے دستخط اور مہر عدالت سے جاری ہوا۔ بعدالت جناب سینئر سول جج صاحب مقدمہ عنوان بالا میں مسئول علیہ کی تعمیل بذریعہ اشتہار اخبار کروائی جاتی ہے کہ وہ بتاریخ مقررہ اصالتاً یا وکالتاً حاضر عدالت ہو کر پیروی مقدمہ کریں بصورت دیگر کارروائی یکطرفہ عمل میں لائی جائے گی۔ آج بتاریخ میرے دستخط اور مہر عدالت سے جاری ہوا۔ بعدالت جناب سینئر سول جج صاحب مقدمہ عنوان بالا میں مسئول علیہ کی تعمیل بذریعہ اشتہار اخبار کروائی جاتی ہے کہ وہ بتاریخ مقررہ اصالتاً یا وکالتاً حاضر عدالت ہو کر پیروی مقدمہ کریں بصورت دیگر کارروائی یکطرفہ عمل میں لائی جائے گی۔ آج بتاریخ میرے دستخط اور مہر عدالت سے جاری ہوا۔ [151,910,226,1292]
notice-item [150,13,227,293]
court-heading: بعدالت جناب جج فیملی [81,1593,145,1601]
notice-number: 6 [602,931,606,937]
notice-text: بعدالت جناب سینئر سول جج صاحب مقدمہ عنوان بالا میں مسئول علیہ کی تعمیل بذریعہ اشتہار اخبار کروائی جاتی ہے کہ وہ بتاریخ مقررہ اصالتاً یا وکالتاً حاضر عدالت ہو کر پیروی مقدمہ کریں بصورت دیگر کارروائی یکطرفہ عمل میں لائی جائے گی۔ آج بتاریخ میرے دستخط اور مہر عدالت سے جاری ہوا۔ بعدالت جناب سینئر سول جج صاحب مقدمہ عنوان بالا میں مسئول علیہ کی تعمیل بذریعہ اشتہار اخبار کروائی جاتی ہے کہ وہ بتاریخ مقررہ اصالتاً یا وکالتاً حاضر عدالت ہو کر پیروی مقدمہ کریں بصورت دیگر کارروائی یکطرفہ عمل میں لائی جائے گی۔ آج بتاریخ میرے دستخط اور مہر عدالت سے جاری ہوا۔ بعدالت جناب سینئر سول جج صاحب مقدمہ عنوان بالا میں مسئول علیہ کی تعمیل بذریعہ اشتہار اخبار کروائی جاتی ہے کہ وہ بتاریخ مقررہ اصالتاً یا وکالتاً حاضر عدالت ہو کر پیروی مقدمہ کریں بصورت دیگر کارروائی یکطرفہ عمل میں لائی جائے گی۔ آج بتاریخ میرے دستخط اور مہر عدالت سے جاری ہوا۔ بعدالت جناب سینئر سول جج صاحب مقدمہ عنوان بالا میں مسئول علیہ کی تعمیل بذریعہ اشتہار اخبار کروائی جاتی ہے کہ وہ بتاریخ مقررہ اصالتاً یا وکالتاً حاضر عدالت ہو کر پیروی مقدمہ کریں بصورت دیگر کارروائی یکطرفہ عمل میں لائی جائے گی۔ آج بتاریخ میرے دستخط اور مہر عدالت سے جاری ہوا۔ بعدالت جناب سینئر سول جج صاحب مقدمہ عنوان بالا میں مسئول علیہ کی تعمیل بذریعہ اشتہار اخبار کروائی جاتی ہے کہ وہ بتاریخ مقررہ اصالتاً یا وکالتاً حاضر عدالت ہو کر پیروی مقدمہ کریں بصورت دیگر کارروائی یکطرفہ عمل میں لائی جائے گی۔ آج بتاریخ میرے دستخط اور مہر عدالت سے جاری ہوا۔ [229,1804,303,2077]
notice-item [460,1073,536,1461]
separator [77,1718,150,1719]
notice-number: 45 [294,2082,302,2088]
separator [77,149,150,150]
notice-item [382,2029,459,2296]
notice-item [305,1186,381,1523]
court-heading: رانا حکم تحصیل دار جہلم [77,151,150,159]
notice-number: 23 [449,333,457,339]
notice-text: بعدالت جناب سینئر سول جج صاحب مقدمہ عنوان بالا میں مسئول علیہ کی تعمیل بذریعہ اشتہار اخبار کروائی جاتی ہے کہ وہ بتاریخ مقررہ اصالتاً یا وکالتاً حاضر عدالت ہو کر پیروی مقدمہ کریں بصورت دیگر کارروائی یکطرفہ عمل میں لائی جائے گی۔ آج بتاریخ میرے دستخط اور مہر عدالت سے جاری ہوا۔ بعدالت جناب سینئر سول جج صاحب مقدمہ عنوان بالا میں مسئول علیہ کی تعمیل بذریعہ اشتہار اخبار کروائی جاتی ہے کہ وہ بتاریخ مقررہ اصالتاً یا وکالتاً حاضر عدالت ہو کر پیروی مقدمہ کریں بصورت دیگر کارروائی یکطرفہ عمل میں لائی جائے گی۔ آج بتاریخ میرے دستخط اور مہر عدالت سے جاری ہوا۔ بعدالت جناب سینئر سول جج صاحب مقدمہ عنوان بالا میں مسئول علیہ کی تعمیل بذریعہ اشتہار اخبار کروائی جاتی ہے کہ وہ بتاریخ مقررہ اصالتاً یا وکالتاً حاضر عدالت ہو کر پیروی مقدمہ کریں بصورت دیگر کارروائی یکطرفہ عمل میں لائی جائے گی۔ آج بتاریخ میرے دستخط اور مہر عدالت سے جاری ہوا۔ بعدالت جناب سینئر سول جج صاحب مقدمہ عنوان بالا میں مسئول علیہ کی تعمیل بذریعہ اشتہار اخبار کروائی جاتی ہے کہ وہ بتاریخ مقررہ اصالتاً یا وکالتاً حاضر عدالت ہو کر پیروی مقدمہ کریں بصورت دیگر کارروائی یکطرفہ عمل میں لائی جائے گی۔ آج بتاریخ میرے دستخط اور مہر عدالت سے جاری ہوا۔ بعدالت جناب سینئر سول جج صاحب مقدمہ عنوان بالا میں مسئول علیہ کی تعمیل بذریعہ اشتہار اخبار کروائی جاتی ہے کہ وہ بتاریخ مقررہ اصالتاً یا وکالتاً حاضر عدالت ہو کر پیروی مقدمہ کریں بصورت دیگر کارروائی یکطرفہ عمل میں لائی جائے گی۔ آج بتاریخ میرے دستخط اور مہر عدالت سے جاری ہوا۔ [229,1188,303,1463]
notice-number: 25 [449,865,457,871]
notice-number: 18 [527,1076,534,1081]
column-3 [150,13,227,2243]
notice-text: بعدالت جناب سینئر سول جج صاحب مقدمہ عنوان بالا میں مسئول علیہ کی تعمیل بذریعہ اشتہار اخبار کروائی جاتی ہے کہ وہ بتاریخ مقررہ اصالتاً یا وکالتاً حاضر عدالت ہو کر پیروی مقدمہ کریں بصورت دیگر کارروائی یکطرفہ عمل میں لائی جائے گی۔ آج بتاریخ میرے دستخط اور مہر عدالت سے جاری ہوا۔ بعدالت جناب سینئر سول جج صاحب مقدمہ عنوان بالا میں مسئول علیہ کی تعمیل بذریعہ اشتہار اخبار کروائی جاتی ہے کہ وہ بتاریخ مقررہ اصالتاً یا وکالتاً حاضر عدالت ہو کر پیروی مقدمہ کریں بصورت دیگر کارروائی یکطرفہ عمل میں لائی جائے گی۔ آج بتاریخ میرے دستخط اور مہر عدالت سے جاری ہوا۔ بعدالت جناب سینئر سول جج صاحب مقدمہ عنوان بالا میں مسئول علیہ کی تعمیل بذریعہ اشتہار اخبار کروائی جاتی ہے کہ وہ بتاریخ مقررہ اصالتاً یا وکالتاً حاضر عدالت ہو کر پیروی مقدمہ کریں بصورت دیگر کارروائی یکطرفہ عمل میں لائی جائے گی۔ آج بتاریخ میرے دستخط اور مہر عدالت سے جاری ہوا۔ [538,1297,607,1475]
notice-number: 7 [602,1114,606,1120]
notice-text: بعدالت جناب سینئر سول جج صاحب مقدمہ عنوان بالا میں مسئول علیہ کی تعمیل بذریعہ اشتہار اخبار کروائی جاتی ہے کہ وہ بتاریخ مقررہ اصالتاً یا وکالتاً حاضر عدالت ہو کر پیروی مقدمہ کریں بصورت دیگر کارروائی یکطرفہ عمل میں لائی جائے گی۔ آج بتاریخ میرے دستخط اور مہر عدالت سے جاری ہوا۔ بعدالت جناب سینئر سول جج صاحب مقدمہ عنوان بالا میں مسئول علیہ کی تعمیل بذریعہ اشتہار اخبار کروائی جاتی ہے کہ وہ بتاریخ مقررہ اصالتاً یا وکالتاً حاضر عدالت ہو کر پیروی مقدمہ کریں بصورت دیگر کارروائی یکطرفہ عمل میں لائی جائے گی۔ آج بتاریخ میرے دستخط اور مہر عدالت سے جاری ہوا۔ بعدالت جناب سینئر سول جج صاحب مقدمہ عنوان بالا میں مسئول علیہ کی تعمیل بذریعہ اشتہار اخبار کروائی جاتی ہے کہ وہ بتاریخ مقررہ اصالتاً یا وکالتاً حاضر عدالت ہو کر پیروی مقدمہ کریں بصورت دیگر کارروائی یکطرفہ عمل میں لائی جائے گی۔ آج بتاریخ میرے دستخط اور مہر عدالت سے جاری ہوا۔ [538,2212,607,2391]
separator [77,1845,150,1846]
case-code: 03455668937 [40,573,76,579]
notice-number: 1 [602,16,606,21]
court-heading: عاقل نامہ [2,1635,76,1643]
court-notice-text: بعدالت جناب سینئر سول جج صاحب مقدمہ عنوان بالا میں مسئول علیہ کی تعمیل بذریعہ اشتہار اخبار کروائی جاتی ہے کہ وہ بتاریخ مقررہ اصالتاً یا وکالتاً حاضر عدالت ہو کر پیروی مقدمہ کریں بصورت دیگر کارروائی یکطرفہ عمل میں لائی جائے گی۔ آج بتاریخ میرے دستخط اور مہر عدالت سے جاری ہوا۔ بعدالت جناب سینئر سول جج صاحب مقدمہ عنوان بالا میں مسئول علیہ کی تعمیل بذریعہ اشتہار اخبار کروائی جاتی ہے کہ وہ بتاریخ مقررہ اصالتاً یا وکالتاً حاضر عدالت ہو کر پیروی مقدمہ کریں بصورت دیگر کارروائی یکطرفہ عمل میں لائی جائے گی۔ آج بتاریخ میرے دستخط اور مہر عدالت سے جاری ہوا۔ [77,1219,150,1334]
notice-text: بعدالت جناب سینئر سول جج صاحب مقدمہ عنوان بالا میں مسئول علیہ کی تعمیل بذریعہ اشتہار اخبار کروائی جاتی ہے کہ وہ بتاریخ مقررہ اصالتاً یا وکالتاً حاضر عدالت ہو کر پیروی مقدمہ کریں بصورت دیگر کارروائی یکطرفہ عمل میں لائی جائے گی۔ آج بتاریخ میرے دستخط اور مہر عدالت سے جاری ہوا۔ بعدالت جناب سینئر سول جج صاحب مقدمہ عنوان بالا میں مسئول علیہ کی تعمیل بذریعہ اشتہار اخبار کروائی جاتی ہے کہ وہ بتاریخ مقررہ اصالتاً یا وکالتاً حاضر عدالت ہو کر پیروی مقدمہ کریں بصورت دیگر کارروائی یکطرفہ عمل میں لائی جائے گی۔ آج بتاریخ میرے دستخط اور مہر عدالت سے جاری ہوا۔ بعدالت جناب سینئر سول جج صاحب مقدمہ عنوان بالا میں مسئول علیہ کی تعمیل بذریعہ اشتہار اخبار کروائی جاتی ہے کہ وہ بتاریخ مقررہ اصالتاً یا وکالتاً حاضر عدالت ہو کر پیروی مقدمہ کریں بصورت دیگر کارروائی یکطرفہ عمل میں لائی جائے گی۔ آج بتاریخ میرے دستخط اور مہر عدالت سے جاری ہوا۔ [538,2029,607,2207]
notice-text: بعدالت جناب سینئر سول جج صاحب مقدمہ عنوان بالا میں مسئول علیہ کی تعمیل بذریعہ اشتہار اخبار کروائی جاتی ہے کہ وہ بتاریخ مقررہ اصالتاً یا وکالتاً حاضر عدالت ہو کر پیروی مقدمہ کریں بصورت دیگر کارروائی یکطرفہ عمل میں لائی جائے گی۔ آج بتاریخ میرے دستخط اور مہر عدالت سے جاری ہوا۔ بعدالت جناب سینئر سول جج صاحب مقدمہ عنوان بالا میں مسئول علیہ کی تعمیل بذریعہ اشتہار اخبار کروائی جاتی ہے کہ وہ بتاریخ مقررہ اصالتاً یا وکالتاً حاضر عدالت ہو کر پیروی مقدمہ کریں بصورت دیگر کارروائی یکطرفہ عمل میں لائی جائے گی۔ آج بتاریخ میرے دستخط اور مہر عدالت سے جاری ہوا۔ بعدالت جناب سینئر سول جج صاحب مقدمہ عنوان بالا میں مسئول علیہ کی تعمیل بذریعہ اشتہار اخبار کروائی جاتی ہے کہ وہ بتاریخ مقررہ اصالتاً یا وکالتاً حاضر عدالت ہو کر پیروی مقدمہ کریں بصورت دیگر کارروائی یکطرفہ عمل میں لائی جائے گی۔ آج بتاریخ میرے دستخط اور مہر عدالت سے جاری ہوا۔ بعدالت جناب سینئر سول جج صاحب مقدمہ عنوان بالا میں مسئول علیہ کی تعمیل بذریعہ اشتہار اخبار کروائی جاتی ہے کہ وہ بتاریخ مقررہ اصالتاً یا وکالتاً حاضر عدالت ہو کر پیروی مقدمہ کریں بصورت دیگر کارروائی یکطرفہ عمل میں لائی جائے گی۔ آج بتاریخ میرے دستخط اور مہر عدالت سے جاری ہوا۔ بعدالت جناب سینئر سول جج صاحب مقدمہ عنوان بالا میں مسئول علیہ کی تعمیل بذریعہ اشتہار اخبار کروائی جاتی ہے کہ وہ بتاریخ مقررہ اصالتاً یا وکالتاً حاضر عدالت ہو کر پیروی مقدمہ کریں بصورت دیگر کارروائی یکطرفہ عمل میں لائی جائے گی۔ آج بتاریخ میرے دستخط اور مہر عدالت سے جاری ہوا۔ [229,16,303,289]
notice-item [382,1446,459,1764]
court-heading: صاحب ASJ راولپنڈی [2,193,76,201]
notice-item [537,1844,608,2027]
column-5 [304,13,381,2414]
notice-item [382,13,459,331]
notice-item [150,1631,227,1910]
notice-number: 27 [449,1448,457,1454]
court-notice-text: بعدالت جناب سینئر سول جج صاحب مقدمہ عنوان بالا میں مسئول علیہ کی تعمیل بذریعہ اشتہار اخبار کروائی جاتی ہے کہ وہ بتاریخ مقررہ اصالتاً یا وکالتاً حاضر عدالت ہو کر پیروی مقدمہ کریں بصورت دیگر کارروائی یکطرفہ عمل میں لائی جائے گی۔ آج بتاریخ میرے دستخط اور مہر عدالت سے جاری ہوا۔ بعدالت جناب سینئر سول جج صاحب مقدمہ عنوان بالا میں مسئول علیہ کی تعمیل بذریعہ اشتہار اخبار کروائی جاتی ہے کہ وہ بتاریخ مقررہ اصالتاً یا وکالتاً حاضر عدالت ہو کر پیروی مقدمہ کریں بصورت دیگر کارروائی یکطرفہ عمل میں لائی جائے گی۔ آج بتاریخ میرے دستخط اور مہر عدالت سے جاری ہوا۔ بعدالت جناب سینئر سول جج صاحب مقدمہ عنوان بالا میں مسئول علیہ کی تعمیل بذریعہ اشتہار اخبار کروائی جاتی ہے کہ وہ بتاریخ مقررہ اصالتاً یا وکالتاً حاضر عدالت ہو کر پیروی مقدمہ کریں بصورت دیگر کارروائی یکطرفہ عمل میں لائی جائے گی۔ آج بتاریخ میرے دستخط اور مہر عدالت سے جاری ہوا۔ [2,1466,76,1631]
notice-text: بعدالت جناب سینئر سول جج صاحب مقدمہ عنوان بالا میں مسئول علیہ کی تعمیل بذریعہ اشتہار اخبار کروائی جاتی ہے کہ وہ بتاریخ مقررہ اصالتاً یا وکالتاً حاضر عدالت ہو کر پیروی مقدمہ کریں بصورت دیگر کارروائی یکطرفہ عمل میں لائی جائے گی۔ آج بتاریخ میرے دستخط اور مہر عدالت سے جاری ہوا۔ بعدالت جناب سینئر سول جج صاحب مقدمہ عنوان بالا میں مسئول علیہ کی تعمیل بذریعہ اشتہار اخبار کروائی جاتی ہے کہ وہ بتاریخ مقررہ اصالتاً یا وکالتاً حاضر عدالت ہو کر پیروی مقدمہ کریں بصورت دیگر کارروائی یکطرفہ عمل میں لائی جائے گی۔ آج بتاریخ میرے دستخط اور مہر عدالت سے جاری ہوا۔ بعدالت جناب سینئر سول جج صاحب مقدمہ عنوان بالا میں مسئول علیہ کی تعمیل بذریعہ اشتہار اخبار کروائی جاتی ہے کہ وہ بتاریخ مقررہ اصالتاً یا وکالتاً حاضر عدالت ہو کر پیروی مقدمہ کریں بصورت دیگر کارروائی یکطرفہ عمل میں لائی جائے گی۔ آج بتاریخ میرے دستخط اور مہر عدالت سے جاری ہوا۔ بعدالت جناب سینئر سول جج صاحب مقدمہ عنوان بالا میں مسئول علیہ کی تعمیل بذریعہ اشتہار اخبار کروائی جاتی ہے کہ وہ بتاریخ مقررہ اصالتاً یا وکالتاً حاضر عدالت ہو کر پیروی مقدمہ کریں بصورت دیگر کارروائی یکطرفہ عمل میں لائی جائے گی۔ آج بتاریخ میرے دستخط اور مہر عدالت سے جاری ہوا۔ بعدالت جناب سینئر سول جج صاحب مقدمہ عنوان بالا میں مسئول علیہ کی تعمیل بذریعہ اشتہار اخبار کروائی جاتی ہے کہ وہ بتاریخ مقررہ اصالتاً یا وکالتاً حاضر عدالت ہو کر پیروی مقدمہ کریں بصورت دیگر کارروائی یکطرفہ عمل میں لائی جائے گی۔ آج بتاریخ میرے دستخط اور مہر عدالت سے جاری ہوا۔ بعدالت جناب سینئر سول جج صاحب مقدمہ عنوان بالا میں مسئول علیہ کی تعمیل بذریعہ اشتہار اخبار کروائی جاتی ہے کہ وہ بتاریخ مقررہ اصالتاً یا وکالتاً حاضر عدالت ہو کر پیروی مقدمہ کریں بصورت دیگر کارروائی یکطرفہ عمل میں لائی جائے گی۔ آج بتاریخ میرے دستخط اور مہر عدالت سے جاری ہوا۔ [383,16,458,328]
notice-number: 47 [217,294,224,300]
separator [77,810,150,811]
court-notice-text: بعدالت جناب سینئر سول جج صاحب مقدمہ عنوان بالا میں مسئول علیہ کی تعمیل بذریعہ اشتہار اخبار کروائی جاتی ہے کہ وہ بتاریخ مقررہ اصالتاً یا وکالتاً حاضر عدالت ہو کر پیروی مقدمہ کریں بصورت دیگر کارروائی یکطرفہ عمل میں لائی جائے گی۔ آج بتاریخ میرے دستخط اور مہر عدالت سے جاری ہوا۔ بعدالت جناب سینئر سول جج صاحب مقدمہ عنوان بالا میں مسئول علیہ کی تعمیل بذریعہ اشتہار اخبار کروائی جاتی ہے کہ وہ بتاریخ مقررہ اصالتاً یا وکالتاً حاضر عدالت ہو کر پیروی مقدمہ کریں بصورت دیگر کارروائی یکطرفہ عمل میں لائی جائے گی۔ آج بتاریخ میرے دستخط اور مہر عدالت سے جاری ہوا۔ [77,949,150,1063]
notice-item [537,746,608,929]
separator [2,919,76,920]
notice-item [305,13,381,293]
notice-text: بعدالت جناب سینئر سول جج صاحب مقدمہ عنوان بالا میں مسئول علیہ کی تعمیل بذریعہ اشتہار اخبار کروائی جاتی ہے کہ وہ بتاریخ مقررہ اصالتاً یا وکالتاً حاضر عدالت ہو کر پیروی مقدمہ کریں بصورت دیگر کارروائی یکطرفہ عمل میں لائی جائے گی۔ آج بتاریخ میرے دستخط اور مہر عدالت سے جاری ہوا۔ بعدالت جناب سینئر سول جج صاحب مقدمہ عنوان بالا میں مسئول علیہ کی تعمیل بذریعہ اشتہار اخبار کروائی جاتی ہے کہ وہ بتاریخ مقررہ اصالتاً یا وکالتاً حاضر عدالت ہو کر پیروی مقدمہ کریں بصورت دیگر کارروائی یکطرفہ عمل میں لائی جائے گی۔ آج بتاریخ میرے دستخط اور مہر عدالت سے جاری ہوا۔ بعدالت جناب سینئر سول جج صاحب مقدمہ عنوان بالا میں مسئول علیہ کی تعمیل بذریعہ اشتہار اخبار کروائی جاتی ہے کہ وہ بتاریخ مقررہ اصالتاً یا وکالتاً حاضر عدالت ہو کر پیروی مقدمہ کریں بصورت دیگر کارروائی یکطرفہ عمل میں لائی جائے گی۔ آج بتاریخ میرے دستخط اور مہر عدالت سے جاری ہوا۔ [538,382,607,560]
column-4 [227,13,304,2356]
notice-item [227,1465,304,1801]
notice-text: بعدالت جناب سینئر سول جج صاحب مقدمہ عنوان بالا میں مسئول علیہ کی تعمیل بذریعہ اشتہار اخبار کروائی جاتی ہے کہ وہ بتاریخ مقررہ اصالتاً یا وکالتاً حاضر عدالت ہو کر پیروی مقدمہ کریں بصورت دیگر کارروائی یکطرفہ عمل میں لائی جائے گی۔ آج بتاریخ میرے دستخط اور مہر عدالت سے جاری ہوا۔ بعدالت جناب سینئر سول جج صاحب مقدمہ عنوان بالا میں مسئول علیہ کی تعمیل بذریعہ اشتہار اخبار کروائی جاتی ہے کہ وہ بتاریخ مقررہ اصالتاً یا وکالتاً حاضر عدالت ہو کر پیروی مقدمہ کریں بصورت دیگر کارروائی یکطرفہ عمل میں لائی جائے گی۔ آج بتاریخ میرے دستخط اور مہر عدالت سے جاری ہوا۔ بعدالت جناب سینئر سول جج صاحب مقدمہ عنوان بالا میں مسئول علیہ کی تعمیل بذریعہ اشتہار اخبار کروائی جاتی ہے کہ وہ بتاریخ مقررہ اصالتاً یا وکالتاً حاضر عدالت ہو کر پیروی مقدمہ کریں بصورت دیگر کارروائی یکطرفہ عمل میں لائی جائے گی۔ آج بتاریخ میرے دستخط اور مہر عدالت سے جاری ہوا۔ بعدالت جناب سینئر سول جج صاحب مقدمہ عنوان بالا میں مسئول علیہ کی تعمیل بذریعہ اشتہار اخبار کروائی جاتی ہے کہ وہ بتاریخ مقررہ اصالتاً یا وکالتاً حاضر عدالت ہو کر پیروی مقدمہ کریں بصورت دیگر کارروائی یکطرفہ عمل میں لائی جائے گی۔ آج بتاریخ میرے دستخط اور مہر عدالت سے جاری ہوا۔ بعدالت جناب سینئر سول جج صاحب مقدمہ عنوان بالا میں مسئول علیہ کی تعمیل بذریعہ اشتہار اخبار کروائی جاتی ہے کہ وہ بتاریخ مقررہ اصالتاً یا وکالتاً حاضر عدالت ہو کر پیروی مقدمہ کریں بصورت دیگر کارروائی یکطرفہ عمل میں لائی جائے گی۔ آج بتاریخ میرے دستخط اور مہر عدالت سے جاری ہوا۔ بعدالت جناب سینئر سول جج صاحب مقدمہ عنوان بالا میں مسئول علیہ کی تعمیل بذریعہ اشتہار اخبار کروائی جاتی ہے کہ وہ بتاریخ مقررہ اصالتاً یا وکالتاً حاضر عدالت ہو کر پیروی مقدمہ کریں بصورت دیگر کارروائی یکطرفہ عمل میں لائی جائے گی۔ آج بتاریخ میرے دستخط اور مہر عدالت سے جاری ہوا۔ [461,2187,535,2518]
notice-text: بعدالت جناب سینئر سول جج صاحب مقدمہ عنوان بالا میں مسئول علیہ کی تعمیل بذریعہ اشتہار اخبار کروائی جاتی ہے کہ وہ بتاریخ مقررہ اصالتاً یا وکالتاً حاضر عدالت ہو کر پیروی مقدمہ کریں بصورت دیگر کارروائی یکطرفہ عمل میں لائی جائے گی۔ آج بتاریخ میرے دستخط اور مہر عدالت سے جاری ہوا۔ بعدالت جناب سینئر سول جج صاحب مقدمہ عنوان بالا میں مسئول علیہ کی تعمیل بذریعہ اشتہار اخبار کروائی جاتی ہے کہ وہ بتاریخ مقررہ اصالتاً یا وکالتاً حاضر عدالت ہو کر پیروی مقدمہ کریں بصورت دیگر کارروائی یکطرفہ عمل میں لائی جائے گی۔ آج بتاریخ میرے دستخط اور مہر عدالت سے جاری ہوا۔ بعدالت جناب سینئر سول جج صاحب مقدمہ عنوان بالا میں مسئول علیہ کی تعمیل بذریعہ اشتہار اخبار کروائی جاتی ہے کہ وہ بتاریخ مقررہ اصالتاً یا وکالتاً حاضر عدالت ہو کر پیروی مقدمہ کریں بصورت دیگر کارروائی یکطرفہ عمل میں لائی جائے گی۔ آج بتاریخ میرے دستخط اور مہر عدالت سے جاری ہوا۔ بعدالت جناب سینئر سول جج صاحب مقدمہ عنوان بالا میں مسئول علیہ کی تعمیل بذریعہ اشتہار اخبار کروائی جاتی ہے کہ وہ بتاریخ مقررہ اصالتاً یا وکالتاً حاضر عدالت ہو کر پیروی مقدمہ کریں بصورت دیگر کارروائی یکطرفہ عمل میں لائی جائے گی۔ آج بتاریخ میرے دستخط اور مہر عدالت سے جاری ہوا۔ بعدالت جناب سینئر سول جج صاحب مقدمہ عنوان بالا میں مسئول علیہ کی تعمیل بذریعہ اشتہار اخبار کروائی جاتی ہے کہ وہ بتاریخ مقررہ اصالتاً یا وکالتاً حاضر عدالت ہو کر پیروی مقدمہ کریں بصورت دیگر کارروائی یکطرفہ عمل میں لائی جائے گی۔ آج بتاریخ میرے دستخط اور مہر عدالت سے جاری ہوا۔ [151,631,226,905]
notice-text: بعدالت جناب سینئر سول جج صاحب مقدمہ عنوان بالا میں مسئول علیہ کی تعمیل بذریعہ اشتہار اخبار کروائی جاتی ہے کہ وہ بتاریخ مقررہ اصالتاً یا وکالتاً حاضر عدالت ہو کر پیروی مقدمہ کریں بصورت دیگر کارروائی یکطرفہ عمل میں لائی جائے گی۔ آج بتاریخ میرے دستخط اور مہر عدالت سے جاری ہوا۔ بعدالت جناب سینئر سول جج صاحب مقدمہ عنوان بالا میں مسئول علیہ کی تعمیل بذریعہ اشتہار اخبار کروائی جاتی ہے کہ وہ بتاریخ مقررہ اصالتاً یا وکالتاً حاضر عدالت ہو کر پیروی مقدمہ کریں بصورت دیگر کارروائی یکطرفہ عمل میں لائی جائے گی۔ آج بتاریخ میرے دستخط اور مہر عدالت سے جاری ہوا۔ بعدالت جناب سینئر سول جج صاحب مقدمہ عنوان بالا میں مسئول علیہ کی تعمیل بذریعہ اشتہار اخبار کروائی جاتی ہے کہ وہ بتاریخ مقررہ اصالتاً یا وکالتاً حاضر عدالت ہو کر پیروی مقدمہ کریں بصورت دیگر کارروائی یکطرفہ عمل میں لائی جائے گی۔ آج بتاریخ میرے دستخط اور مہر عدالت سے جاری ہوا۔ بعدالت جناب سینئر سول جج صاحب مقدمہ عنوان بالا میں مسئول علیہ کی تعمیل بذریعہ اشتہار اخبار کروائی جاتی ہے کہ وہ بتاریخ مقررہ اصالتاً یا وکالتاً حاضر عدالت ہو کر پیروی مقدمہ کریں بصورت دیگر کارروائی یکطرفہ عمل میں لائی جائے گی۔ آج بتاریخ میرے دستخط اور مہر عدالت سے جاری ہوا۔ بعدالت جناب سینئر سول جج صاحب مقدمہ عنوان بالا میں مسئول علیہ کی تعمیل بذریعہ اشتہار اخبار کروائی جاتی ہے کہ وہ بتاریخ مقررہ اصالتاً یا وکالتاً حاضر عدالت ہو کر پیروی مقدمہ کریں بصورت دیگر کارروائی یکطرفہ عمل میں لائی جائے گی۔ آج بتاریخ میرے دستخط اور مہر عدالت سے جاری ہوا۔ [383,2031,458,2293]
separator [77,276,150,277]
notice-number: 12 [598,2029,606,2035]
notice-item [382,1763,459,2029]
notice-number: 24 [449,599,457,604]
notice-text: بعدالت جناب سینئر سول جج صاحب مقدمہ عنوان بالا میں مسئول علیہ کی تعمیل بذریعہ اشتہار اخبار کروائی جاتی ہے کہ وہ بتاریخ مقررہ اصالتاً یا وکالتاً حاضر عدالت ہو کر پیروی مقدمہ کریں بصورت دیگر کارروائی یکطرفہ عمل میں لائی جائے گی۔ آج بتاریخ میرے دستخط اور مہر عدالت سے جاری ہوا۔ بعدالت جناب سینئر سول جج صاحب مقدمہ عنوان بالا میں مسئول علیہ کی تعمیل بذریعہ اشتہار اخبار کروائی جاتی ہے کہ وہ بتاریخ مقررہ اصالتاً یا وکالتاً حاضر عدالت ہو کر پیروی مقدمہ کریں بصورت دیگر کارروائی یکطرفہ عمل میں لائی جائے گی۔ آج بتاریخ میرے دستخط اور مہر عدالت سے جاری ہوا۔ بعدالت جناب سینئر سول جج صاحب مقدمہ عنوان بالا میں مسئول علیہ کی تعمیل بذریعہ اشتہار اخبار کروائی جاتی ہے کہ وہ بتاریخ مقررہ اصالتاً یا وکالتاً حاضر عدالت ہو کر پیروی مقدمہ کریں بصورت دیگر کارروائی یکطرفہ عمل میں لائی جائے گی۔ آج بتاریخ میرے دستخط اور مہر عدالت سے جاری ہوا۔ بعدالت جناب سینئر سول جج صاحب مقدمہ عنوان بالا میں مسئول علیہ کی تعمیل بذریعہ اشتہار اخبار کروائی جاتی ہے کہ وہ بتاریخ مقررہ اصالتاً یا وکالتاً حاضر عدالت ہو کر پیروی مقدمہ کریں بصورت دیگر کارروائی یکطرفہ عمل میں لائی جائے گی۔ آج بتاریخ میرے دستخط اور مہر عدالت سے جاری ہوا۔ بعدالت جناب سینئر سول جج صاحب مقدمہ عنوان بالا میں مسئول علیہ کی تعمیل بذریعہ اشتہار اخبار کروائی جاتی ہے کہ وہ بتاریخ مقررہ اصالتاً یا وکالتاً حاضر عدالت ہو کر پیروی مقدمہ کریں بصورت دیگر کارروائی یکطرفہ عمل میں لائی جائے گی۔ آج بتاریخ میرے دستخط اور مہر عدالت سے جاری ہوا۔ بعدالت جناب سینئر سول جج صاحب مقدمہ عنوان بالا میں مسئول علیہ کی تعمیل بذریعہ اشتہار اخبار کروائی جاتی ہے کہ وہ بتاریخ مقررہ اصالتاً یا وکالتاً حاضر عدالت ہو کر پیروی مقدمہ کریں بصورت دیگر کارروائی یکطرفہ عمل میں لائی جائے گی۔ آج بتاریخ میرے دستخط اور مہر عدالت سے جاری ہوا۔ [151,1912,226,2243]
notice-text: بعدالت جناب سینئر سول جج صاحب مقدمہ عنوان بالا میں مسئول علیہ کی تعمیل بذریعہ اشتہار اخبار کروائی جاتی ہے کہ وہ بتاریخ مقررہ اصالتاً یا وکالتاً حاضر عدالت ہو کر پیروی مقدمہ کریں بصورت دیگر کارروائی یکطرفہ عمل میں لائی جائے گی۔ آج بتاریخ میرے دستخط اور مہر عدالت سے جاری ہوا۔ بعدالت جناب سینئر سول جج صاحب مقدمہ عنوان بالا میں مسئول علیہ کی تعمیل بذریعہ اشتہار اخبار کروائی جاتی ہے کہ وہ بتاریخ مقررہ اصالتاً یا وکالتاً حاضر عدالت ہو کر پیروی مقدمہ کریں بصورت دیگر کارروائی یکطرفہ عمل میں لائی جائے گی۔ آج بتاریخ میرے دستخط اور مہر عدالت سے جاری ہوا۔ بعدالت جناب سینئر سول جج صاحب مقدمہ عنوان بالا میں مسئول علیہ کی تعمیل بذریعہ اشتہار اخبار کروائی جاتی ہے کہ وہ بتاریخ مقررہ اصالتاً یا وکالتاً حاضر عدالت ہو کر پیروی مقدمہ کریں بصورت دیگر کارروائی یکطرفہ عمل میں لائی جائے گی۔ آج بتاریخ میرے دستخط اور مہر عدالت سے جاری ہوا۔ بعدالت جناب سینئر سول جج صاحب مقدمہ عنوان بالا میں مسئول علیہ کی تعمیل بذریعہ اشتہار اخبار کروائی جاتی ہے کہ وہ بتاریخ مقررہ اصالتاً یا وکالتاً حاضر عدالت ہو کر پیروی مقدمہ کریں بصورت دیگر کارروائی یکطرفہ عمل میں لائی جائے گی۔ آج بتاریخ میرے دستخط اور مہر عدالت سے جاری ہوا۔ بعدالت جناب سینئر سول جج صاحب مقدمہ عنوان بالا میں مسئول علیہ کی تعمیل بذریعہ اشتہار اخبار کروائی جاتی ہے کہ وہ بتاریخ مقررہ اصالتاً یا وکالتاً حاضر عدالت ہو کر پیروی مقدمہ کریں بصورت دیگر کارروائی یکطرفہ عمل میں لائی جائے گی۔ آج بتاریخ میرے دستخط اور مہر عدالت سے جاری ہوا۔ بعدالت جناب سینئر سول جج صاحب مقدمہ عنوان بالا میں مسئول علیہ کی تعمیل بذریعہ اشتہار اخبار کروائی جاتی ہے کہ وہ بتاریخ مقررہ اصالتاً یا وکالتاً حاضر عدالت ہو کر پیروی مقدمہ کریں بصورت دیگر کارروائی یکطرفہ عمل میں لائی جائے گی۔ آج بتاریخ میرے دستخط اور مہر عدالت سے جاری ہوا۔ [383,1448,458,1761]
notice-text: بعدالت جناب سینئر سول جج صاحب مقدمہ عنوان بالا میں مسئول علیہ کی تعمیل بذریعہ اشتہار اخبار کروائی جاتی ہے کہ وہ بتاریخ مقررہ اصالتاً یا وکالتاً حاضر عدالت ہو کر پیروی مقدمہ کریں بصورت دیگر کارروائی یکطرفہ عمل میں لائی جائے گی۔ آج بتاریخ میرے دستخط اور مہر عدالت سے جاری ہوا۔ بعدالت جناب سینئر سول جج صاحب مقدمہ عنوان بالا میں مسئول علیہ کی تعمیل بذریعہ اشتہار اخبار کروائی جاتی ہے کہ وہ بتاریخ مقررہ اصالتاً یا وکالتاً حاضر عدالت ہو کر پیروی مقدمہ کریں بصورت دیگر کارروائی یکطرفہ عمل میں لائی جائے گی۔ آج بتاریخ میرے دستخط اور مہر عدالت سے جاری ہوا۔ بعدالت جناب سینئر سول جج صاحب مقدمہ عنوان بالا میں مسئول علیہ کی تعمیل بذریعہ اشتہار اخبار کروائی جاتی ہے کہ وہ بتاریخ مقررہ اصالتاً یا وکالتاً حاضر عدالت ہو کر پیروی مقدمہ کریں بصورت دیگر کارروائی یکطرفہ عمل میں لائی جائے گی۔ آج بتاریخ میرے دستخط اور مہر عدالت سے جاری ہوا۔ [538,931,607,1109]
notice-item [227,1801,304,2080]
court-heading: بعدالت جناب صاحب [77,940,150,947]
notice-number: 34 [371,1188,379,1194]
notice-item [460,737,536,1073]
court-notice-text: بعدالت جناب سینئر سول جج صاحب مقدمہ عنوان بالا میں مسئول علیہ کی تعمیل بذریعہ اشتہار اخبار کروائی جاتی ہے کہ وہ بتاریخ مقررہ اصالتاً یا وکالتاً حاضر عدالت ہو کر پیروی مقدمہ کریں بصورت دیگر کارروائی یکطرفہ عمل میں لائی جائے گی۔ آج بتاریخ میرے دستخط اور مہر عدالت سے جاری ہوا۔ بعدالت جناب سینئر سول جج صاحب مقدمہ عنوان بالا میں مسئول علیہ کی تعمیل بذریعہ اشتہار اخبار کروائی جاتی ہے کہ وہ بتاریخ مقررہ اصالتاً یا وکالتاً حاضر عدالت ہو کر پیروی مقدمہ کریں بصورت دیگر کارروائی یکطرفہ عمل میں لائی جائے گی۔ آج بتاریخ میرے دستخط اور مہر عدالت سے جاری ہوا۔ بعدالت جناب سینئر سول جج صاحب مقدمہ عنوان بالا میں مسئول علیہ کی تعمیل بذریعہ اشتہار اخبار کروائی جاتی ہے کہ وہ بتاریخ مقررہ اصالتاً یا وکالتاً حاضر عدالت ہو کر پیروی مقدمہ کریں بصورت دیگر کارروائی یکطرفہ عمل میں لائی جائے گی۔ آج بتاریخ میرے دستخط اور مہر عدالت سے جاری ہوا۔ [2,1287,76,1452]
court-heading: بعدالت جناب تحصیلدار / ڈسٹرکٹ جج [80,16,146,32]
notice-item [150,1910,227,2246]
notice-number: 3 [602,382,606,387]
notice-item [460,350,536,737]
notice-text: بعدالت جناب سینئر سول جج صاحب مقدمہ عنوان بالا میں مسئول علیہ کی تعمیل بذریعہ اشتہار اخبار کروائی جاتی ہے کہ وہ بتاریخ مقررہ اصالتاً یا وکالتاً حاضر عدالت ہو کر پیروی مقدمہ کریں بصورت دیگر کارروائی یکطرفہ عمل میں لائی جائے گی۔ آج بتاریخ میرے دستخط اور مہر عدالت سے جاری ہوا۔ بعدالت جناب سینئر سول جج صاحب مقدمہ عنوان بالا میں مسئول علیہ کی تعمیل بذریعہ اشتہار اخبار کروائی جاتی ہے کہ وہ بتاریخ مقررہ اصالتاً یا وکالتاً حاضر عدالت ہو کر پیروی مقدمہ کریں بصورت دیگر کارروائی یکطرفہ عمل میں لائی جائے گی۔ آج بتاریخ میرے دستخط اور مہر عدالت سے جاری ہوا۔ بعدالت جناب سینئر سول جج صاحب مقدمہ عنوان بالا میں مسئول علیہ کی تعمیل بذریعہ اشتہار اخبار کروائی جاتی ہے کہ وہ بتاریخ مقررہ اصالتاً یا وکالتاً حاضر عدالت ہو کر پیروی مقدمہ کریں بصورت دیگر کارروائی یکطرفہ عمل میں لائی جائے گی۔ آج بتاریخ میرے دستخط اور مہر عدالت سے جاری ہوا۔ بعدالت جناب سینئر سول جج صاحب مقدمہ عنوان بالا میں مسئول علیہ کی تعمیل بذریعہ اشتہار اخبار کروائی جاتی ہے کہ وہ بتاریخ مقررہ اصالتاً یا وکالتاً حاضر عدالت ہو کر پیروی مقدمہ کریں بصورت دیگر کارروائی یکطرفہ عمل میں لائی جائے گی۔ آج بتاریخ میرے دستخط اور مہر عدالت سے جاری ہوا۔ بعدالت جناب سینئر سول جج صاحب مقدمہ عنوان بالا میں مسئول علیہ کی تعمیل بذریعہ اشتہار اخبار کروائی جاتی ہے کہ وہ بتاریخ مقررہ اصالتاً یا وکالتاً حاضر عدالت ہو کر پیروی مقدمہ کریں بصورت دیگر کارروائی یکطرفہ عمل میں لائی جائے گی۔ آج بتاریخ میرے دستخط اور مہر عدالت سے جاری ہوا۔ بعدالت جناب سینئر سول جج صاحب مقدمہ عنوان بالا میں مسئول علیہ کی تعمیل بذریعہ اشتہار اخبار کروائی جاتی ہے کہ وہ بتاریخ مقررہ اصالتاً یا وکالتاً حاضر عدالت ہو کر پیروی مقدمہ کریں بصورت دیگر کارروائی یکطرفہ عمل میں لائی جائے گی۔ آج بتاریخ میرے دستخط اور مہر عدالت سے جاری ہوا۔ [461,1463,535,1795]
court-notice-text: بعدالت جناب سینئر سول جج صاحب مقدمہ عنوان بالا میں مسئول علیہ کی تعمیل بذریعہ اشتہار اخبار کروائی جاتی ہے کہ وہ بتاریخ مقررہ اصالتاً یا وکالتاً حاضر عدالت ہو کر پیروی مقدمہ کریں بصورت دیگر کارروائی یکطرفہ عمل میں لائی جائے گی۔ آج بتاریخ میرے دستخط اور مہر عدالت سے جاری ہوا۔ بعدالت جناب سینئر سول جج صاحب مقدمہ عنوان بالا میں مسئول علیہ کی تعمیل بذریعہ اشتہار اخبار کروائی جاتی ہے کہ وہ بتاریخ مقررہ اصالتاً یا وکالتاً حاضر عدالت ہو کر پیروی مقدمہ کریں بصورت دیگر کارروائی یکطرفہ عمل میں لائی جائے گی۔ آج بتاریخ میرے دستخط اور مہر عدالت سے جاری ہوا۔ [77,1729,150,1843]
notice-text: بعدالت جناب سینئر سول جج صاحب مقدمہ عنوان بالا میں مسئول علیہ کی تعمیل بذریعہ اشتہار اخبار کروائی جاتی ہے کہ وہ بتاریخ مقررہ اصالتاً یا وکالتاً حاضر عدالت ہو کر پیروی مقدمہ کریں بصورت دیگر کارروائی یکطرفہ عمل میں لائی جائے گی۔ آج بتاریخ میرے دستخط اور مہر عدالت سے جاری ہوا۔ بعدالت جناب سینئر سول جج صاحب مقدمہ عنوان بالا میں مسئول علیہ کی تعمیل بذریعہ اشتہار اخبار کروائی جاتی ہے کہ وہ بتاریخ مقررہ اصالتاً یا وکالتاً حاضر عدالت ہو کر پیروی مقدمہ کریں بصورت دیگر کارروائی یکطرفہ عمل میں لائی جائے گی۔ آج بتاریخ میرے دستخط اور مہر عدالت سے جاری ہوا۔ بعدالت جناب سینئر سول جج صاحب مقدمہ عنوان بالا میں مسئول علیہ کی تعمیل بذریعہ اشتہار اخبار کروائی جاتی ہے کہ وہ بتاریخ مقررہ اصالتاً یا وکالتاً حاضر عدالت ہو کر پیروی مقدمہ کریں بصورت دیگر کارروائی یکطرفہ عمل میں لائی جائے گی۔ آج بتاریخ میرے دستخط اور مہر عدالت سے جاری ہوا۔ [538,199,607,377]
court-heading: گمشدگی کاغذات [90,813,136,820]
notice-number: 46 [217,16,224,21]
notice-number: 36 [371,1804,379,1809]
separator [2,1276,76,1277]
court-notice-text: K032065 بعدالت جناب سینئر سول جج صاحب مقدمہ عنوان بالا میں مسئول علیہ کی تعمیل بذریعہ اشتہار اخبار کروائی جاتی ہے کہ وہ بتاریخ مقررہ اصالتاً یا وکالتاً حاضر عدالت ہو کر پیروی مقدمہ کریں بصورت دیگر کارروائی یکطرفہ عمل میں لائی جائے گی۔ آج بتاریخ میرے دستخط اور مہر عدالت سے جاری ہوا۔ بعدالت جناب سینئر سول جج صاحب مقدمہ عنوان بالا میں مسئول علیہ کی تعمیل بذریعہ اشتہار اخبار کروائی جاتی ہے کہ وہ بتاریخ مقررہ اصالتاً یا وکالتاً حاضر عدالت ہو کر پیروی مقدمہ کریں بصورت دیگر کارروائی یکطرفہ عمل میں لائی جائے گی۔ آج بتاریخ میرے دستخط اور مہر عدالت سے جاری ہوا۔ [77,160,150,274]
notice-item [537,1478,608,1661]
notice-text: بعدالت جناب سینئر سول جج صاحب مقدمہ عنوان بالا میں مسئول علیہ کی تعمیل بذریعہ اشتہار اخبار کروائی جاتی ہے کہ وہ بتاریخ مقررہ اصالتاً یا وکالتاً حاضر عدالت ہو کر پیروی مقدمہ کریں بصورت دیگر کارروائی یکطرفہ عمل میں لائی جائے گی۔ آج بتاریخ میرے دستخط اور مہر عدالت سے جاری ہوا۔ بعدالت جناب سینئر سول جج صاحب مقدمہ عنوان بالا میں مسئول علیہ کی تعمیل بذریعہ اشتہار اخبار کروائی جاتی ہے کہ وہ بتاریخ مقررہ اصالتاً یا وکالتاً حاضر عدالت ہو کر پیروی مقدمہ کریں بصورت دیگر کارروائی یکطرفہ عمل میں لائی جائے گی۔ آج بتاریخ میرے دستخط اور مہر عدالت سے جاری ہوا۔ بعدالت جناب سینئر سول جج صاحب مقدمہ عنوان بالا میں مسئول علیہ کی تعمیل بذریعہ اشتہار اخبار کروائی جاتی ہے کہ وہ بتاریخ مقررہ اصالتاً یا وکالتاً حاضر عدالت ہو کر پیروی مقدمہ کریں بصورت دیگر کارروائی یکطرفہ عمل میں لائی جائے گی۔ آج بتاریخ میرے دستخط اور مہر عدالت سے جاری ہوا۔ بعدالت جناب سینئر سول جج صاحب مقدمہ عنوان بالا میں مسئول علیہ کی تعمیل بذریعہ اشتہار اخبار کروائی جاتی ہے کہ وہ بتاریخ مقررہ اصالتاً یا وکالتاً حاضر عدالت ہو کر پیروی مقدمہ کریں بصورت دیگر کارروائی یکطرفہ عمل میں لائی جائے گی۔ آج بتاریخ میرے دستخط اور مہر عدالت سے جاری ہوا۔ بعدالت جناب سینئر سول جج صاحب مقدمہ عنوان بالا میں مسئول علیہ کی تعمیل بذریعہ اشتہار اخبار کروائی جاتی ہے کہ وہ بتاریخ مقررہ اصالتاً یا وکالتاً حاضر عدالت ہو کر پیروی مقدمہ کریں بصورت دیگر کارروائی یکطرفہ عمل میں لائی جائے گی۔ آج بتاریخ میرے دستخط اور مہر عدالت سے جاری ہوا۔ [383,333,458,594]
notice-item [305,2080,381,2417]
court-notice-text: بعدالت جناب سینئر سول جج صاحب مقدمہ عنوان بالا میں مسئول علیہ کی تعمیل بذریعہ اشتہار اخبار کروائی جاتی ہے کہ وہ بتاریخ مقررہ اصالتاً یا وکالتاً حاضر عدالت ہو کر پیروی مقدمہ کریں بصورت دیگر کارروائی یکطرفہ عمل میں لائی جائے گی۔ آج بتاریخ میرے دستخط اور مہر عدالت سے جاری ہوا۔ بعدالت جناب سینئر سول جج صاحب مقدمہ عنوان بالا میں مسئول علیہ کی تعمیل بذریعہ اشتہار اخبار کروائی جاتی ہے کہ وہ بتاریخ مقررہ اصالتاً یا وکالتاً حاضر عدالت ہو کر پیروی مقدمہ کریں بصورت دیگر کارروائی یکطرفہ عمل میں لائی جائے گی۔ آج بتاریخ میرے دستخط اور مہر عدالت سے جاری ہوا۔ [77,694,150,808]
notice-item [150,1295,227,1631]
court-heading: صاحب سول جج راولپنڈی [2,921,76,929]
notice-text: بعدالت جناب سینئر سول جج صاحب مقدمہ عنوان بالا میں مسئول علیہ کی تعمیل بذریعہ اشتہار اخبار کروائی جاتی ہے کہ وہ بتاریخ مقررہ اصالتاً یا وکالتاً حاضر عدالت ہو کر پیروی مقدمہ کریں بصورت دیگر کارروائی یکطرفہ عمل میں لائی جائے گی۔ آج بتاریخ میرے دستخط اور مہر عدالت سے جاری ہوا۔ بعدالت جناب سینئر سول جج صاحب مقدمہ عنوان بالا میں مسئول علیہ کی تعمیل بذریعہ اشتہار اخبار کروائی جاتی ہے کہ وہ بتاریخ مقررہ اصالتاً یا وکالتاً حاضر عدالت ہو کر پیروی مقدمہ کریں بصورت دیگر کارروائی یکطرفہ عمل میں لائی جائے گی۔ آج بتاریخ میرے دستخط اور مہر عدالت سے جاری ہوا۔ بعدالت جناب سینئر سول جج صاحب مقدمہ عنوان بالا میں مسئول علیہ کی تعمیل بذریعہ اشتہار اخبار کروائی جاتی ہے کہ وہ بتاریخ مقررہ اصالتاً یا وکالتاً حاضر عدالت ہو کر پیروی مقدمہ کریں بصورت دیگر کارروائی یکطرفہ عمل میں لائی جائے گی۔ آج بتاریخ میرے دستخط اور مہر عدالت سے جاری ہوا۔ بعدالت جناب سینئر سول جج صاحب مقدمہ عنوان بالا میں مسئول علیہ کی تعمیل بذریعہ اشتہار اخبار کروائی جاتی ہے کہ وہ بتاریخ مقررہ اصالتاً یا وکالتاً حاضر عدالت ہو کر پیروی مقدمہ کریں بصورت دیگر کارروائی یکطرفہ عمل میں لائی جائے گی۔ آج بتاریخ میرے دستخط اور مہر عدالت سے جاری ہوا۔ بعدالت جناب سینئر سول جج صاحب مقدمہ عنوان بالا میں مسئول علیہ کی تعمیل بذریعہ اشتہار اخبار کروائی جاتی ہے کہ وہ بتاریخ مقررہ اصالتاً یا وکالتاً حاضر عدالت ہو کر پیروی مقدمہ کریں بصورت دیگر کارروائی یکطرفہ عمل میں لائی جائے گی۔ آج بتاریخ میرے دستخط اور مہر عدالت سے جاری ہوا۔ [306,16,380,289]
notice-number: 51 [217,1633,224,1639]
case-code: XXXVII CPC [41,24,77,30]
notice-item [305,293,381,629]
court-notice-text: 0300 5281424 بعدالت جناب سینئر سول جج صاحب مقدمہ عنوان بالا میں مسئول علیہ کی تعمیل بذریعہ اشتہار اخبار کروائی جاتی ہے کہ وہ بتاریخ مقررہ اصالتاً یا وکالتاً حاضر عدالت ہو کر پیروی مقدمہ کریں بصورت دیگر کارروائی یکطرفہ عمل میں لائی جائے گی۔ آج بتاریخ میرے دستخط اور مہر عدالت سے جاری ہوا۔ بعدالت جناب سینئر سول جج صاحب مقدمہ عنوان بالا میں مسئول علیہ کی تعمیل بذریعہ اشتہار اخبار کروائی جاتی ہے کہ وہ بتاریخ مقررہ اصالتاً یا وکالتاً حاضر عدالت ہو کر پیروی مقدمہ کریں بصورت دیگر کارروائی یکطرفہ عمل میں لائی جائے گی۔ آج بتاریخ میرے دستخط اور مہر عدالت سے جاری ہوا۔ [77,431,150,545]
notice-text: بعدالت جناب سینئر سول جج صاحب مقدمہ عنوان بالا میں مسئول علیہ کی تعمیل بذریعہ اشتہار اخبار کروائی جاتی ہے کہ وہ بتاریخ مقررہ اصالتاً یا وکالتاً حاضر عدالت ہو کر پیروی مقدمہ کریں بصورت دیگر کارروائی یکطرفہ عمل میں لائی جائے گی۔ آج بتاریخ میرے دستخط اور مہر عدالت سے جاری ہوا۔ بعدالت جناب سینئر سول جج صاحب مقدمہ عنوان بالا میں مسئول علیہ کی تعمیل بذریعہ اشتہار اخبار کروائی جاتی ہے کہ وہ بتاریخ مقررہ اصالتاً یا وکالتاً حاضر عدالت ہو کر پیروی مقدمہ کریں بصورت دیگر کارروائی یکطرفہ عمل میں لائی جائے گی۔ آج بتاریخ میرے دستخط اور مہر عدالت سے جاری ہوا۔ بعدالت جناب سینئر سول جج صاحب مقدمہ عنوان بالا میں مسئول علیہ کی تعمیل بذریعہ اشتہار اخبار کروائی جاتی ہے کہ وہ بتاریخ مقررہ اصالتاً یا وکالتاً حاضر عدالت ہو کر پیروی مقدمہ کریں بصورت دیگر کارروائی یکطرفہ عمل میں لائی جائے گی۔ آج بتاریخ میرے دستخط اور مہر عدالت سے جاری ہوا۔ بعدالت جناب سینئر سول جج صاحب مقدمہ عنوان بالا میں مسئول علیہ کی تعمیل بذریعہ اشتہار اخبار کروائی جاتی ہے کہ وہ بتاریخ مقررہ اصالتاً یا وکالتاً حاضر عدالت ہو کر پیروی مقدمہ کریں بصورت دیگر کارروائی یکطرفہ عمل میں لائی جائے گی۔ آج بتاریخ میرے دستخط اور مہر عدالت سے جاری ہوا۔ بعدالت جناب سینئر سول جج صاحب مقدمہ عنوان بالا میں مسئول علیہ کی تعمیل بذریعہ اشتہار اخبار کروائی جاتی ہے کہ وہ بتاریخ مقررہ اصالتاً یا وکالتاً حاضر عدالت ہو کر پیروی مقدمہ کریں بصورت دیگر کارروائی یکطرفہ عمل میں لائی جائے گی۔ آج بتاریخ میرے دستخط اور مہر عدالت سے جاری ہوا۔ بعدالت جناب سینئر سول جج صاحب مقدمہ عنوان بالا میں مسئول علیہ کی تعمیل بذریعہ اشتہار اخبار کروائی جاتی ہے کہ وہ بتاریخ مقررہ اصالتاً یا وکالتاً حاضر عدالت ہو کر پیروی مقدمہ کریں بصورت دیگر کارروائی یکطرفہ عمل میں لائی جائے گی۔ آج بتاریخ میرے دستخط اور مہر عدالت سے جاری ہوا۔ [151,1297,226,1629]
